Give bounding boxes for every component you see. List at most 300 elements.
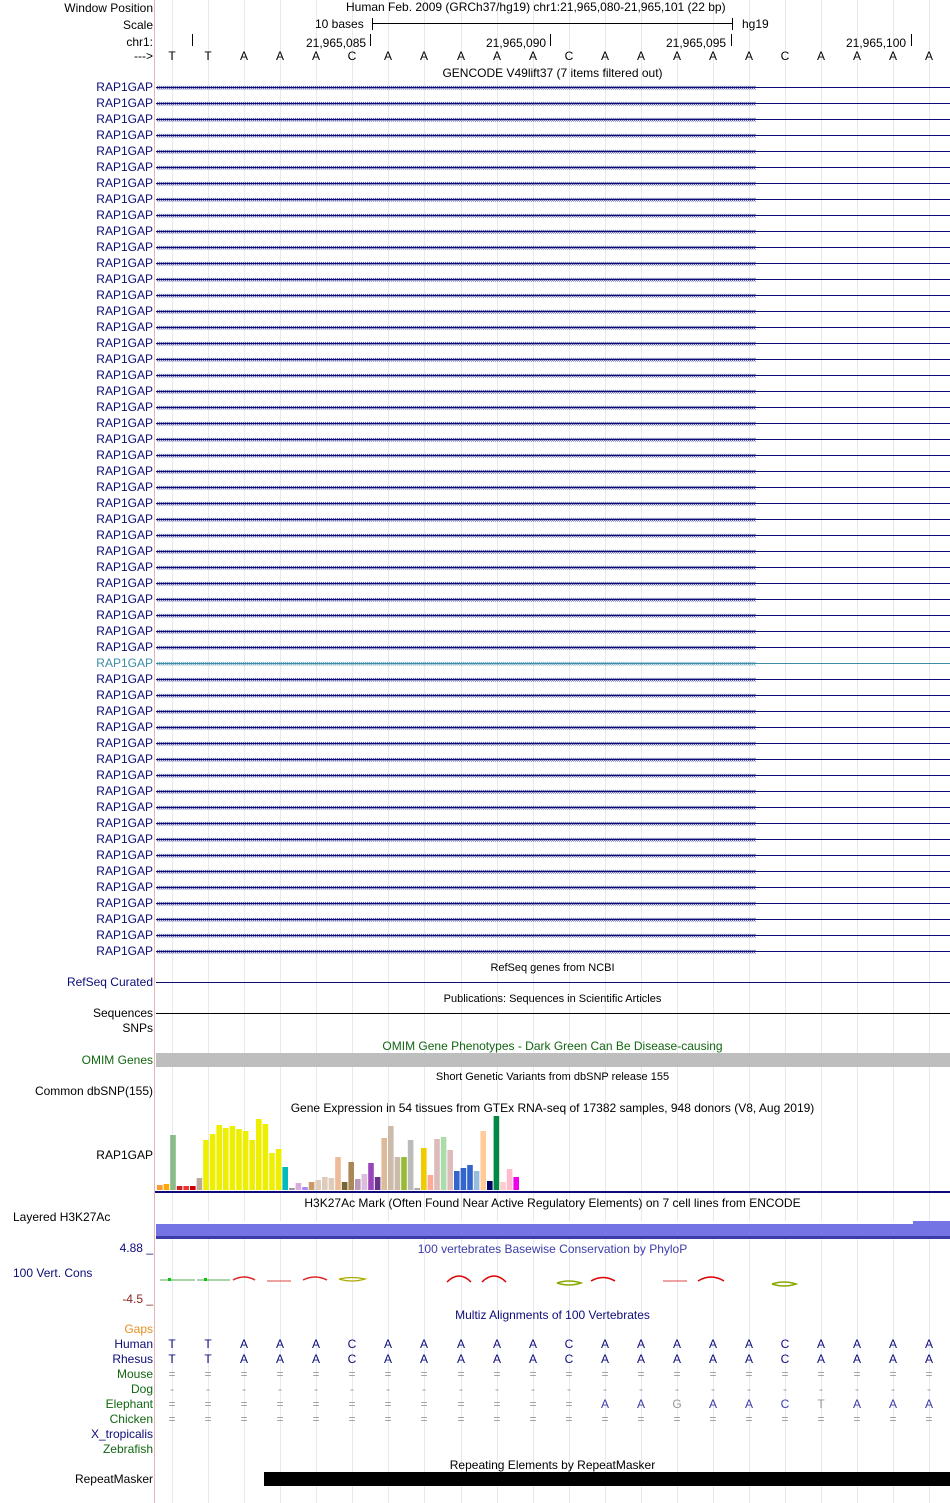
multiz-species-label[interactable]: Mouse xyxy=(116,1367,153,1381)
gencode-transcript-intron[interactable]: ‹‹‹‹‹‹‹‹‹‹‹‹‹‹‹‹‹‹‹‹‹‹‹‹‹‹‹‹‹‹‹‹‹‹‹‹‹‹‹‹‹‹‹‹‹‹‹‹‹‹‹‹‹‹‹‹‹‹‹‹‹‹‹‹‹‹‹‹‹‹‹‹‹‹‹‹‹‹‹‹‹‹‹‹‹‹‹‹‹‹‹‹‹‹‹‹‹‹‹‹‹‹‹‹‹‹‹‹‹‹‹‹‹‹‹‹‹‹‹‹‹‹‹‹‹‹‹‹‹‹‹‹‹‹‹‹‹‹‹‹‹‹‹‹‹‹‹‹‹‹‹‹‹‹‹‹‹‹‹‹‹‹‹‹‹‹‹‹‹‹‹‹‹‹‹‹‹‹‹‹‹‹‹‹‹‹‹‹‹‹‹‹‹‹‹‹‹‹‹‹‹‹‹‹‹‹‹‹‹‹‹‹‹‹‹‹‹‹‹‹‹‹‹‹‹‹‹‹‹‹‹‹‹‹‹‹‹‹‹‹‹‹‹‹‹‹‹‹‹‹‹‹‹‹‹‹‹‹‹‹‹‹‹‹‹‹‹‹‹‹‹‹‹‹‹‹‹‹‹‹‹‹‹‹‹‹‹‹‹‹‹‹‹‹‹‹‹‹‹‹ xyxy=(156,900,950,907)
gtex-tissue-bar[interactable] xyxy=(454,1171,460,1190)
multiz-aligned-base: = xyxy=(276,1397,284,1411)
multiz-aligned-base: A xyxy=(275,1337,284,1351)
gencode-transcript-label[interactable]: RAP1GAP xyxy=(96,544,153,558)
gencode-transcript-intron[interactable]: ‹‹‹‹‹‹‹‹‹‹‹‹‹‹‹‹‹‹‹‹‹‹‹‹‹‹‹‹‹‹‹‹‹‹‹‹‹‹‹‹‹‹‹‹‹‹‹‹‹‹‹‹‹‹‹‹‹‹‹‹‹‹‹‹‹‹‹‹‹‹‹‹‹‹‹‹‹‹‹‹‹‹‹‹‹‹‹‹‹‹‹‹‹‹‹‹‹‹‹‹‹‹‹‹‹‹‹‹‹‹‹‹‹‹‹‹‹‹‹‹‹‹‹‹‹‹‹‹‹‹‹‹‹‹‹‹‹‹‹‹‹‹‹‹‹‹‹‹‹‹‹‹‹‹‹‹‹‹‹‹‹‹‹‹‹‹‹‹‹‹‹‹‹‹‹‹‹‹‹‹‹‹‹‹‹‹‹‹‹‹‹‹‹‹‹‹‹‹‹‹‹‹‹‹‹‹‹‹‹‹‹‹‹‹‹‹‹‹‹‹‹‹‹‹‹‹‹‹‹‹‹‹‹‹‹‹‹‹‹‹‹‹‹‹‹‹‹‹‹‹‹‹‹‹‹‹‹‹‹‹‹‹‹‹‹‹‹‹‹‹‹‹‹‹‹‹‹‹‹‹‹‹‹‹‹‹‹‹‹‹‹‹‹‹‹‹‹‹‹‹ xyxy=(156,724,950,731)
gencode-transcript-label[interactable]: RAP1GAP xyxy=(96,320,153,334)
gtex-tissue-bar[interactable] xyxy=(302,1187,308,1190)
gtex-tissue-bar[interactable] xyxy=(375,1177,381,1190)
gencode-transcript-label[interactable]: RAP1GAP xyxy=(96,112,153,126)
gencode-transcript-label[interactable]: RAP1GAP xyxy=(96,880,153,894)
multiz-aligned-base: A xyxy=(492,1337,501,1351)
pubs-track-label-line1[interactable]: Sequences xyxy=(92,1006,153,1020)
gtex-tissue-bar[interactable] xyxy=(362,1174,368,1190)
multiz-aligned-base: = xyxy=(817,1367,825,1381)
pubs-sequence-line[interactable] xyxy=(156,1013,950,1014)
gencode-transcript-label[interactable]: RAP1GAP xyxy=(96,272,153,286)
multiz-aligned-base: = xyxy=(781,1412,789,1426)
gencode-transcript-intron[interactable]: ‹‹‹‹‹‹‹‹‹‹‹‹‹‹‹‹‹‹‹‹‹‹‹‹‹‹‹‹‹‹‹‹‹‹‹‹‹‹‹‹‹‹‹‹‹‹‹‹‹‹‹‹‹‹‹‹‹‹‹‹‹‹‹‹‹‹‹‹‹‹‹‹‹‹‹‹‹‹‹‹‹‹‹‹‹‹‹‹‹‹‹‹‹‹‹‹‹‹‹‹‹‹‹‹‹‹‹‹‹‹‹‹‹‹‹‹‹‹‹‹‹‹‹‹‹‹‹‹‹‹‹‹‹‹‹‹‹‹‹‹‹‹‹‹‹‹‹‹‹‹‹‹‹‹‹‹‹‹‹‹‹‹‹‹‹‹‹‹‹‹‹‹‹‹‹‹‹‹‹‹‹‹‹‹‹‹‹‹‹‹‹‹‹‹‹‹‹‹‹‹‹‹‹‹‹‹‹‹‹‹‹‹‹‹‹‹‹‹‹‹‹‹‹‹‹‹‹‹‹‹‹‹‹‹‹‹‹‹‹‹‹‹‹‹‹‹‹‹‹‹‹‹‹‹‹‹‹‹‹‹‹‹‹‹‹‹‹‹‹‹‹‹‹‹‹‹‹‹‹‹‹‹‹‹‹‹‹‹‹‹‹‹‹‹‹‹‹‹‹‹ xyxy=(156,948,950,955)
gencode-transcript-label[interactable]: RAP1GAP xyxy=(96,768,153,782)
gtex-tissue-bar[interactable] xyxy=(256,1119,262,1190)
gtex-tissue-bar[interactable] xyxy=(335,1157,341,1190)
gencode-transcript-label[interactable]: RAP1GAP xyxy=(96,448,153,462)
multiz-aligned-base: - xyxy=(783,1382,787,1396)
multiz-aligned-base: A xyxy=(744,1337,753,1351)
multiz-aligned-base: = xyxy=(312,1397,320,1411)
multiz-aligned-base: = xyxy=(168,1412,176,1426)
gencode-transcript-label[interactable]: RAP1GAP xyxy=(96,128,153,142)
gencode-transcript-label[interactable]: RAP1GAP xyxy=(96,608,153,622)
gtex-tissue-bar[interactable] xyxy=(315,1180,321,1190)
gencode-transcript-label[interactable]: RAP1GAP xyxy=(96,96,153,110)
gtex-tissue-bar[interactable] xyxy=(296,1183,302,1190)
gencode-transcript-intron[interactable]: ‹‹‹‹‹‹‹‹‹‹‹‹‹‹‹‹‹‹‹‹‹‹‹‹‹‹‹‹‹‹‹‹‹‹‹‹‹‹‹‹‹‹‹‹‹‹‹‹‹‹‹‹‹‹‹‹‹‹‹‹‹‹‹‹‹‹‹‹‹‹‹‹‹‹‹‹‹‹‹‹‹‹‹‹‹‹‹‹‹‹‹‹‹‹‹‹‹‹‹‹‹‹‹‹‹‹‹‹‹‹‹‹‹‹‹‹‹‹‹‹‹‹‹‹‹‹‹‹‹‹‹‹‹‹‹‹‹‹‹‹‹‹‹‹‹‹‹‹‹‹‹‹‹‹‹‹‹‹‹‹‹‹‹‹‹‹‹‹‹‹‹‹‹‹‹‹‹‹‹‹‹‹‹‹‹‹‹‹‹‹‹‹‹‹‹‹‹‹‹‹‹‹‹‹‹‹‹‹‹‹‹‹‹‹‹‹‹‹‹‹‹‹‹‹‹‹‹‹‹‹‹‹‹‹‹‹‹‹‹‹‹‹‹‹‹‹‹‹‹‹‹‹‹‹‹‹‹‹‹‹‹‹‹‹‹‹‹‹‹‹‹‹‹‹‹‹‹‹‹‹‹‹‹‹‹‹‹‹‹‹‹‹‹‹‹‹‹‹‹‹ xyxy=(156,372,950,379)
multiz-aligned-base: A xyxy=(924,1337,933,1351)
gencode-transcript-intron[interactable]: ‹‹‹‹‹‹‹‹‹‹‹‹‹‹‹‹‹‹‹‹‹‹‹‹‹‹‹‹‹‹‹‹‹‹‹‹‹‹‹‹‹‹‹‹‹‹‹‹‹‹‹‹‹‹‹‹‹‹‹‹‹‹‹‹‹‹‹‹‹‹‹‹‹‹‹‹‹‹‹‹‹‹‹‹‹‹‹‹‹‹‹‹‹‹‹‹‹‹‹‹‹‹‹‹‹‹‹‹‹‹‹‹‹‹‹‹‹‹‹‹‹‹‹‹‹‹‹‹‹‹‹‹‹‹‹‹‹‹‹‹‹‹‹‹‹‹‹‹‹‹‹‹‹‹‹‹‹‹‹‹‹‹‹‹‹‹‹‹‹‹‹‹‹‹‹‹‹‹‹‹‹‹‹‹‹‹‹‹‹‹‹‹‹‹‹‹‹‹‹‹‹‹‹‹‹‹‹‹‹‹‹‹‹‹‹‹‹‹‹‹‹‹‹‹‹‹‹‹‹‹‹‹‹‹‹‹‹‹‹‹‹‹‹‹‹‹‹‹‹‹‹‹‹‹‹‹‹‹‹‹‹‹‹‹‹‹‹‹‹‹‹‹‹‹‹‹‹‹‹‹‹‹‹‹‹‹‹‹‹‹‹‹‹‹‹‹‹‹‹‹ xyxy=(156,532,950,539)
multiz-aligned-base: - xyxy=(567,1382,571,1396)
refseq-gene-line[interactable] xyxy=(156,982,950,983)
gtex-tissue-bar[interactable] xyxy=(157,1185,163,1190)
gencode-transcript-label[interactable]: RAP1GAP xyxy=(96,464,153,478)
gencode-transcript-intron[interactable]: ‹‹‹‹‹‹‹‹‹‹‹‹‹‹‹‹‹‹‹‹‹‹‹‹‹‹‹‹‹‹‹‹‹‹‹‹‹‹‹‹‹‹‹‹‹‹‹‹‹‹‹‹‹‹‹‹‹‹‹‹‹‹‹‹‹‹‹‹‹‹‹‹‹‹‹‹‹‹‹‹‹‹‹‹‹‹‹‹‹‹‹‹‹‹‹‹‹‹‹‹‹‹‹‹‹‹‹‹‹‹‹‹‹‹‹‹‹‹‹‹‹‹‹‹‹‹‹‹‹‹‹‹‹‹‹‹‹‹‹‹‹‹‹‹‹‹‹‹‹‹‹‹‹‹‹‹‹‹‹‹‹‹‹‹‹‹‹‹‹‹‹‹‹‹‹‹‹‹‹‹‹‹‹‹‹‹‹‹‹‹‹‹‹‹‹‹‹‹‹‹‹‹‹‹‹‹‹‹‹‹‹‹‹‹‹‹‹‹‹‹‹‹‹‹‹‹‹‹‹‹‹‹‹‹‹‹‹‹‹‹‹‹‹‹‹‹‹‹‹‹‹‹‹‹‹‹‹‹‹‹‹‹‹‹‹‹‹‹‹‹‹‹‹‹‹‹‹‹‹‹‹‹‹‹‹‹‹‹‹‹‹‹‹‹‹‹‹‹‹‹ xyxy=(156,788,950,795)
gencode-transcript-intron[interactable]: ‹‹‹‹‹‹‹‹‹‹‹‹‹‹‹‹‹‹‹‹‹‹‹‹‹‹‹‹‹‹‹‹‹‹‹‹‹‹‹‹‹‹‹‹‹‹‹‹‹‹‹‹‹‹‹‹‹‹‹‹‹‹‹‹‹‹‹‹‹‹‹‹‹‹‹‹‹‹‹‹‹‹‹‹‹‹‹‹‹‹‹‹‹‹‹‹‹‹‹‹‹‹‹‹‹‹‹‹‹‹‹‹‹‹‹‹‹‹‹‹‹‹‹‹‹‹‹‹‹‹‹‹‹‹‹‹‹‹‹‹‹‹‹‹‹‹‹‹‹‹‹‹‹‹‹‹‹‹‹‹‹‹‹‹‹‹‹‹‹‹‹‹‹‹‹‹‹‹‹‹‹‹‹‹‹‹‹‹‹‹‹‹‹‹‹‹‹‹‹‹‹‹‹‹‹‹‹‹‹‹‹‹‹‹‹‹‹‹‹‹‹‹‹‹‹‹‹‹‹‹‹‹‹‹‹‹‹‹‹‹‹‹‹‹‹‹‹‹‹‹‹‹‹‹‹‹‹‹‹‹‹‹‹‹‹‹‹‹‹‹‹‹‹‹‹‹‹‹‹‹‹‹‹‹‹‹‹‹‹‹‹‹‹‹‹‹‹‹‹‹ xyxy=(156,740,950,747)
multiz-aligned-base: A xyxy=(311,1352,320,1366)
gencode-transcript-intron[interactable]: ‹‹‹‹‹‹‹‹‹‹‹‹‹‹‹‹‹‹‹‹‹‹‹‹‹‹‹‹‹‹‹‹‹‹‹‹‹‹‹‹‹‹‹‹‹‹‹‹‹‹‹‹‹‹‹‹‹‹‹‹‹‹‹‹‹‹‹‹‹‹‹‹‹‹‹‹‹‹‹‹‹‹‹‹‹‹‹‹‹‹‹‹‹‹‹‹‹‹‹‹‹‹‹‹‹‹‹‹‹‹‹‹‹‹‹‹‹‹‹‹‹‹‹‹‹‹‹‹‹‹‹‹‹‹‹‹‹‹‹‹‹‹‹‹‹‹‹‹‹‹‹‹‹‹‹‹‹‹‹‹‹‹‹‹‹‹‹‹‹‹‹‹‹‹‹‹‹‹‹‹‹‹‹‹‹‹‹‹‹‹‹‹‹‹‹‹‹‹‹‹‹‹‹‹‹‹‹‹‹‹‹‹‹‹‹‹‹‹‹‹‹‹‹‹‹‹‹‹‹‹‹‹‹‹‹‹‹‹‹‹‹‹‹‹‹‹‹‹‹‹‹‹‹‹‹‹‹‹‹‹‹‹‹‹‹‹‹‹‹‹‹‹‹‹‹‹‹‹‹‹‹‹‹‹‹‹‹‹‹‹‹‹‹‹‹‹‹‹‹‹ xyxy=(156,548,950,555)
repeat-element-bar[interactable] xyxy=(264,1472,950,1486)
multiz-aligned-base: A xyxy=(708,1397,717,1411)
multiz-aligned-base: = xyxy=(168,1397,176,1411)
gtex-tissue-bar[interactable] xyxy=(395,1157,401,1190)
base-letter: T xyxy=(204,49,212,63)
multiz-aligned-base: - xyxy=(350,1382,354,1396)
multiz-aligned-base: - xyxy=(747,1382,751,1396)
gencode-transcript-label[interactable]: RAP1GAP xyxy=(96,512,153,526)
multiz-aligned-base: = xyxy=(348,1367,356,1381)
multiz-aligned-base: = xyxy=(384,1367,392,1381)
gencode-transcript-label[interactable]: RAP1GAP xyxy=(96,256,153,270)
gtex-bar-chart[interactable] xyxy=(155,1114,950,1194)
gencode-transcript-label[interactable]: RAP1GAP xyxy=(96,560,153,574)
gencode-transcript-label[interactable]: RAP1GAP xyxy=(96,704,153,718)
gencode-transcript-label[interactable]: RAP1GAP xyxy=(96,288,153,302)
repeatmasker-track-label[interactable]: RepeatMasker xyxy=(74,1472,153,1486)
gtex-tissue-bar[interactable] xyxy=(263,1124,269,1190)
gencode-transcript-intron[interactable]: ‹‹‹‹‹‹‹‹‹‹‹‹‹‹‹‹‹‹‹‹‹‹‹‹‹‹‹‹‹‹‹‹‹‹‹‹‹‹‹‹‹‹‹‹‹‹‹‹‹‹‹‹‹‹‹‹‹‹‹‹‹‹‹‹‹‹‹‹‹‹‹‹‹‹‹‹‹‹‹‹‹‹‹‹‹‹‹‹‹‹‹‹‹‹‹‹‹‹‹‹‹‹‹‹‹‹‹‹‹‹‹‹‹‹‹‹‹‹‹‹‹‹‹‹‹‹‹‹‹‹‹‹‹‹‹‹‹‹‹‹‹‹‹‹‹‹‹‹‹‹‹‹‹‹‹‹‹‹‹‹‹‹‹‹‹‹‹‹‹‹‹‹‹‹‹‹‹‹‹‹‹‹‹‹‹‹‹‹‹‹‹‹‹‹‹‹‹‹‹‹‹‹‹‹‹‹‹‹‹‹‹‹‹‹‹‹‹‹‹‹‹‹‹‹‹‹‹‹‹‹‹‹‹‹‹‹‹‹‹‹‹‹‹‹‹‹‹‹‹‹‹‹‹‹‹‹‹‹‹‹‹‹‹‹‹‹‹‹‹‹‹‹‹‹‹‹‹‹‹‹‹‹‹‹‹‹‹‹‹‹‹‹‹‹‹‹‹‹‹‹ xyxy=(156,772,950,779)
multiz-aligned-base: - xyxy=(386,1382,390,1396)
base-letter: A xyxy=(311,49,320,63)
gencode-transcript-intron[interactable]: ‹‹‹‹‹‹‹‹‹‹‹‹‹‹‹‹‹‹‹‹‹‹‹‹‹‹‹‹‹‹‹‹‹‹‹‹‹‹‹‹‹‹‹‹‹‹‹‹‹‹‹‹‹‹‹‹‹‹‹‹‹‹‹‹‹‹‹‹‹‹‹‹‹‹‹‹‹‹‹‹‹‹‹‹‹‹‹‹‹‹‹‹‹‹‹‹‹‹‹‹‹‹‹‹‹‹‹‹‹‹‹‹‹‹‹‹‹‹‹‹‹‹‹‹‹‹‹‹‹‹‹‹‹‹‹‹‹‹‹‹‹‹‹‹‹‹‹‹‹‹‹‹‹‹‹‹‹‹‹‹‹‹‹‹‹‹‹‹‹‹‹‹‹‹‹‹‹‹‹‹‹‹‹‹‹‹‹‹‹‹‹‹‹‹‹‹‹‹‹‹‹‹‹‹‹‹‹‹‹‹‹‹‹‹‹‹‹‹‹‹‹‹‹‹‹‹‹‹‹‹‹‹‹‹‹‹‹‹‹‹‹‹‹‹‹‹‹‹‹‹‹‹‹‹‹‹‹‹‹‹‹‹‹‹‹‹‹‹‹‹‹‹‹‹‹‹‹‹‹‹‹‹‹‹‹‹‹‹‹‹‹‹‹‹‹‹‹‹‹‹ xyxy=(156,308,950,315)
gencode-transcript-intron[interactable]: ‹‹‹‹‹‹‹‹‹‹‹‹‹‹‹‹‹‹‹‹‹‹‹‹‹‹‹‹‹‹‹‹‹‹‹‹‹‹‹‹‹‹‹‹‹‹‹‹‹‹‹‹‹‹‹‹‹‹‹‹‹‹‹‹‹‹‹‹‹‹‹‹‹‹‹‹‹‹‹‹‹‹‹‹‹‹‹‹‹‹‹‹‹‹‹‹‹‹‹‹‹‹‹‹‹‹‹‹‹‹‹‹‹‹‹‹‹‹‹‹‹‹‹‹‹‹‹‹‹‹‹‹‹‹‹‹‹‹‹‹‹‹‹‹‹‹‹‹‹‹‹‹‹‹‹‹‹‹‹‹‹‹‹‹‹‹‹‹‹‹‹‹‹‹‹‹‹‹‹‹‹‹‹‹‹‹‹‹‹‹‹‹‹‹‹‹‹‹‹‹‹‹‹‹‹‹‹‹‹‹‹‹‹‹‹‹‹‹‹‹‹‹‹‹‹‹‹‹‹‹‹‹‹‹‹‹‹‹‹‹‹‹‹‹‹‹‹‹‹‹‹‹‹‹‹‹‹‹‹‹‹‹‹‹‹‹‹‹‹‹‹‹‹‹‹‹‹‹‹‹‹‹‹‹‹‹‹‹‹‹‹‹‹‹‹‹‹‹‹‹ xyxy=(156,132,950,139)
multiz-aligned-base: A xyxy=(636,1337,645,1351)
multiz-aligned-base: - xyxy=(675,1382,679,1396)
gtex-tissue-bar[interactable] xyxy=(434,1139,440,1190)
gencode-transcript-intron[interactable]: ‹‹‹‹‹‹‹‹‹‹‹‹‹‹‹‹‹‹‹‹‹‹‹‹‹‹‹‹‹‹‹‹‹‹‹‹‹‹‹‹‹‹‹‹‹‹‹‹‹‹‹‹‹‹‹‹‹‹‹‹‹‹‹‹‹‹‹‹‹‹‹‹‹‹‹‹‹‹‹‹‹‹‹‹‹‹‹‹‹‹‹‹‹‹‹‹‹‹‹‹‹‹‹‹‹‹‹‹‹‹‹‹‹‹‹‹‹‹‹‹‹‹‹‹‹‹‹‹‹‹‹‹‹‹‹‹‹‹‹‹‹‹‹‹‹‹‹‹‹‹‹‹‹‹‹‹‹‹‹‹‹‹‹‹‹‹‹‹‹‹‹‹‹‹‹‹‹‹‹‹‹‹‹‹‹‹‹‹‹‹‹‹‹‹‹‹‹‹‹‹‹‹‹‹‹‹‹‹‹‹‹‹‹‹‹‹‹‹‹‹‹‹‹‹‹‹‹‹‹‹‹‹‹‹‹‹‹‹‹‹‹‹‹‹‹‹‹‹‹‹‹‹‹‹‹‹‹‹‹‹‹‹‹‹‹‹‹‹‹‹‹‹‹‹‹‹‹‹‹‹‹‹‹‹‹‹‹‹‹‹‹‹‹‹‹‹‹‹‹‹ xyxy=(156,596,950,603)
multiz-aligned-base: = xyxy=(312,1412,320,1426)
gtex-tissue-bar[interactable] xyxy=(190,1186,196,1190)
multiz-aligned-base: T xyxy=(817,1397,825,1411)
base-letter: A xyxy=(708,49,717,63)
multiz-aligned-base: = xyxy=(925,1412,933,1426)
gencode-transcript-intron[interactable]: ‹‹‹‹‹‹‹‹‹‹‹‹‹‹‹‹‹‹‹‹‹‹‹‹‹‹‹‹‹‹‹‹‹‹‹‹‹‹‹‹‹‹‹‹‹‹‹‹‹‹‹‹‹‹‹‹‹‹‹‹‹‹‹‹‹‹‹‹‹‹‹‹‹‹‹‹‹‹‹‹‹‹‹‹‹‹‹‹‹‹‹‹‹‹‹‹‹‹‹‹‹‹‹‹‹‹‹‹‹‹‹‹‹‹‹‹‹‹‹‹‹‹‹‹‹‹‹‹‹‹‹‹‹‹‹‹‹‹‹‹‹‹‹‹‹‹‹‹‹‹‹‹‹‹‹‹‹‹‹‹‹‹‹‹‹‹‹‹‹‹‹‹‹‹‹‹‹‹‹‹‹‹‹‹‹‹‹‹‹‹‹‹‹‹‹‹‹‹‹‹‹‹‹‹‹‹‹‹‹‹‹‹‹‹‹‹‹‹‹‹‹‹‹‹‹‹‹‹‹‹‹‹‹‹‹‹‹‹‹‹‹‹‹‹‹‹‹‹‹‹‹‹‹‹‹‹‹‹‹‹‹‹‹‹‹‹‹‹‹‹‹‹‹‹‹‹‹‹‹‹‹‹‹‹‹‹‹‹‹‹‹‹‹‹‹‹‹‹‹‹ xyxy=(156,580,950,587)
ruler-tick xyxy=(370,34,371,46)
gencode-transcript-intron[interactable]: ‹‹‹‹‹‹‹‹‹‹‹‹‹‹‹‹‹‹‹‹‹‹‹‹‹‹‹‹‹‹‹‹‹‹‹‹‹‹‹‹‹‹‹‹‹‹‹‹‹‹‹‹‹‹‹‹‹‹‹‹‹‹‹‹‹‹‹‹‹‹‹‹‹‹‹‹‹‹‹‹‹‹‹‹‹‹‹‹‹‹‹‹‹‹‹‹‹‹‹‹‹‹‹‹‹‹‹‹‹‹‹‹‹‹‹‹‹‹‹‹‹‹‹‹‹‹‹‹‹‹‹‹‹‹‹‹‹‹‹‹‹‹‹‹‹‹‹‹‹‹‹‹‹‹‹‹‹‹‹‹‹‹‹‹‹‹‹‹‹‹‹‹‹‹‹‹‹‹‹‹‹‹‹‹‹‹‹‹‹‹‹‹‹‹‹‹‹‹‹‹‹‹‹‹‹‹‹‹‹‹‹‹‹‹‹‹‹‹‹‹‹‹‹‹‹‹‹‹‹‹‹‹‹‹‹‹‹‹‹‹‹‹‹‹‹‹‹‹‹‹‹‹‹‹‹‹‹‹‹‹‹‹‹‹‹‹‹‹‹‹‹‹‹‹‹‹‹‹‹‹‹‹‹‹‹‹‹‹‹‹‹‹‹‹‹‹‹‹‹‹ xyxy=(156,260,950,267)
gtex-tissue-bar[interactable] xyxy=(461,1168,467,1190)
multiz-aligned-base: C xyxy=(564,1337,574,1351)
assembly-title: Human Feb. 2009 (GRCh37/hg19) chr1:21,965,080-21,965,101 (22 bp) xyxy=(346,0,726,14)
multiz-aligned-base: C xyxy=(347,1352,357,1366)
base-letter: A xyxy=(239,49,248,63)
multiz-aligned-base: = xyxy=(240,1367,248,1381)
multiz-aligned-base: A xyxy=(852,1397,861,1411)
multiz-aligned-base: = xyxy=(817,1412,825,1426)
multiz-aligned-base: C xyxy=(780,1337,790,1351)
gencode-transcript-label[interactable]: RAP1GAP xyxy=(96,176,153,190)
gtex-tissue-bar[interactable] xyxy=(223,1128,229,1190)
gencode-transcript-label[interactable]: RAP1GAP xyxy=(96,400,153,414)
gtex-tissue-bar[interactable] xyxy=(348,1162,354,1190)
gencode-transcript-intron[interactable]: ‹‹‹‹‹‹‹‹‹‹‹‹‹‹‹‹‹‹‹‹‹‹‹‹‹‹‹‹‹‹‹‹‹‹‹‹‹‹‹‹‹‹‹‹‹‹‹‹‹‹‹‹‹‹‹‹‹‹‹‹‹‹‹‹‹‹‹‹‹‹‹‹‹‹‹‹‹‹‹‹‹‹‹‹‹‹‹‹‹‹‹‹‹‹‹‹‹‹‹‹‹‹‹‹‹‹‹‹‹‹‹‹‹‹‹‹‹‹‹‹‹‹‹‹‹‹‹‹‹‹‹‹‹‹‹‹‹‹‹‹‹‹‹‹‹‹‹‹‹‹‹‹‹‹‹‹‹‹‹‹‹‹‹‹‹‹‹‹‹‹‹‹‹‹‹‹‹‹‹‹‹‹‹‹‹‹‹‹‹‹‹‹‹‹‹‹‹‹‹‹‹‹‹‹‹‹‹‹‹‹‹‹‹‹‹‹‹‹‹‹‹‹‹‹‹‹‹‹‹‹‹‹‹‹‹‹‹‹‹‹‹‹‹‹‹‹‹‹‹‹‹‹‹‹‹‹‹‹‹‹‹‹‹‹‹‹‹‹‹‹‹‹‹‹‹‹‹‹‹‹‹‹‹‹‹‹‹‹‹‹‹‹‹‹‹‹‹‹‹‹ xyxy=(156,116,950,123)
gencode-transcript-label[interactable]: RAP1GAP xyxy=(96,592,153,606)
phylop-track-title[interactable]: 100 vertebrates Basewise Conservation by PhyloP xyxy=(417,1242,688,1256)
base-letter: A xyxy=(924,49,933,63)
gencode-transcript-label[interactable]: RAP1GAP xyxy=(96,720,153,734)
base-letter: C xyxy=(347,49,357,63)
gtex-tissue-bar[interactable] xyxy=(210,1134,216,1190)
multiz-aligned-base: A xyxy=(636,1397,645,1411)
multiz-aligned-base: - xyxy=(639,1382,643,1396)
gencode-transcript-intron[interactable]: ‹‹‹‹‹‹‹‹‹‹‹‹‹‹‹‹‹‹‹‹‹‹‹‹‹‹‹‹‹‹‹‹‹‹‹‹‹‹‹‹‹‹‹‹‹‹‹‹‹‹‹‹‹‹‹‹‹‹‹‹‹‹‹‹‹‹‹‹‹‹‹‹‹‹‹‹‹‹‹‹‹‹‹‹‹‹‹‹‹‹‹‹‹‹‹‹‹‹‹‹‹‹‹‹‹‹‹‹‹‹‹‹‹‹‹‹‹‹‹‹‹‹‹‹‹‹‹‹‹‹‹‹‹‹‹‹‹‹‹‹‹‹‹‹‹‹‹‹‹‹‹‹‹‹‹‹‹‹‹‹‹‹‹‹‹‹‹‹‹‹‹‹‹‹‹‹‹‹‹‹‹‹‹‹‹‹‹‹‹‹‹‹‹‹‹‹‹‹‹‹‹‹‹‹‹‹‹‹‹‹‹‹‹‹‹‹‹‹‹‹‹‹‹‹‹‹‹‹‹‹‹‹‹‹‹‹‹‹‹‹‹‹‹‹‹‹‹‹‹‹‹‹‹‹‹‹‹‹‹‹‹‹‹‹‹‹‹‹‹‹‹‹‹‹‹‹‹‹‹‹‹‹‹‹‹‹‹‹‹‹‹‹‹‹‹‹‹‹‹‹ xyxy=(156,212,950,219)
gencode-transcript-intron[interactable]: ‹‹‹‹‹‹‹‹‹‹‹‹‹‹‹‹‹‹‹‹‹‹‹‹‹‹‹‹‹‹‹‹‹‹‹‹‹‹‹‹‹‹‹‹‹‹‹‹‹‹‹‹‹‹‹‹‹‹‹‹‹‹‹‹‹‹‹‹‹‹‹‹‹‹‹‹‹‹‹‹‹‹‹‹‹‹‹‹‹‹‹‹‹‹‹‹‹‹‹‹‹‹‹‹‹‹‹‹‹‹‹‹‹‹‹‹‹‹‹‹‹‹‹‹‹‹‹‹‹‹‹‹‹‹‹‹‹‹‹‹‹‹‹‹‹‹‹‹‹‹‹‹‹‹‹‹‹‹‹‹‹‹‹‹‹‹‹‹‹‹‹‹‹‹‹‹‹‹‹‹‹‹‹‹‹‹‹‹‹‹‹‹‹‹‹‹‹‹‹‹‹‹‹‹‹‹‹‹‹‹‹‹‹‹‹‹‹‹‹‹‹‹‹‹‹‹‹‹‹‹‹‹‹‹‹‹‹‹‹‹‹‹‹‹‹‹‹‹‹‹‹‹‹‹‹‹‹‹‹‹‹‹‹‹‹‹‹‹‹‹‹‹‹‹‹‹‹‹‹‹‹‹‹‹‹‹‹‹‹‹‹‹‹‹‹‹‹‹‹‹ xyxy=(156,756,950,763)
multiz-aligned-base: = xyxy=(601,1367,609,1381)
multiz-aligned-base: = xyxy=(637,1412,645,1426)
gencode-transcript-label[interactable]: RAP1GAP xyxy=(96,896,153,910)
gtex-tissue-bar[interactable] xyxy=(164,1184,170,1190)
gencode-transcript-intron[interactable]: ‹‹‹‹‹‹‹‹‹‹‹‹‹‹‹‹‹‹‹‹‹‹‹‹‹‹‹‹‹‹‹‹‹‹‹‹‹‹‹‹‹‹‹‹‹‹‹‹‹‹‹‹‹‹‹‹‹‹‹‹‹‹‹‹‹‹‹‹‹‹‹‹‹‹‹‹‹‹‹‹‹‹‹‹‹‹‹‹‹‹‹‹‹‹‹‹‹‹‹‹‹‹‹‹‹‹‹‹‹‹‹‹‹‹‹‹‹‹‹‹‹‹‹‹‹‹‹‹‹‹‹‹‹‹‹‹‹‹‹‹‹‹‹‹‹‹‹‹‹‹‹‹‹‹‹‹‹‹‹‹‹‹‹‹‹‹‹‹‹‹‹‹‹‹‹‹‹‹‹‹‹‹‹‹‹‹‹‹‹‹‹‹‹‹‹‹‹‹‹‹‹‹‹‹‹‹‹‹‹‹‹‹‹‹‹‹‹‹‹‹‹‹‹‹‹‹‹‹‹‹‹‹‹‹‹‹‹‹‹‹‹‹‹‹‹‹‹‹‹‹‹‹‹‹‹‹‹‹‹‹‹‹‹‹‹‹‹‹‹‹‹‹‹‹‹‹‹‹‹‹‹‹‹‹‹‹‹‹‹‹‹‹‹‹‹‹‹‹‹‹ xyxy=(156,228,950,235)
gtex-tissue-bar[interactable] xyxy=(230,1126,236,1190)
multiz-aligned-base: = xyxy=(673,1367,681,1381)
gtex-tissue-bar[interactable] xyxy=(401,1157,407,1190)
refseq-track-title[interactable]: RefSeq genes from NCBI xyxy=(490,962,615,974)
multiz-aligned-base: A xyxy=(924,1352,933,1366)
gencode-transcript-label[interactable]: RAP1GAP xyxy=(96,336,153,350)
omim-gene-bar[interactable] xyxy=(156,1053,950,1067)
gtex-tissue-bar[interactable] xyxy=(355,1179,361,1190)
multiz-aligned-base: = xyxy=(709,1412,717,1426)
gencode-transcript-intron[interactable]: ‹‹‹‹‹‹‹‹‹‹‹‹‹‹‹‹‹‹‹‹‹‹‹‹‹‹‹‹‹‹‹‹‹‹‹‹‹‹‹‹‹‹‹‹‹‹‹‹‹‹‹‹‹‹‹‹‹‹‹‹‹‹‹‹‹‹‹‹‹‹‹‹‹‹‹‹‹‹‹‹‹‹‹‹‹‹‹‹‹‹‹‹‹‹‹‹‹‹‹‹‹‹‹‹‹‹‹‹‹‹‹‹‹‹‹‹‹‹‹‹‹‹‹‹‹‹‹‹‹‹‹‹‹‹‹‹‹‹‹‹‹‹‹‹‹‹‹‹‹‹‹‹‹‹‹‹‹‹‹‹‹‹‹‹‹‹‹‹‹‹‹‹‹‹‹‹‹‹‹‹‹‹‹‹‹‹‹‹‹‹‹‹‹‹‹‹‹‹‹‹‹‹‹‹‹‹‹‹‹‹‹‹‹‹‹‹‹‹‹‹‹‹‹‹‹‹‹‹‹‹‹‹‹‹‹‹‹‹‹‹‹‹‹‹‹‹‹‹‹‹‹‹‹‹‹‹‹‹‹‹‹‹‹‹‹‹‹‹‹‹‹‹‹‹‹‹‹‹‹‹‹‹‹‹‹‹‹‹‹‹‹‹‹‹‹‹‹‹‹‹ xyxy=(156,612,950,619)
multiz-aligned-base: = xyxy=(565,1412,573,1426)
multiz-species-label[interactable]: Chicken xyxy=(109,1412,153,1426)
multiz-aligned-base: - xyxy=(459,1382,463,1396)
gencode-transcript-intron[interactable]: ‹‹‹‹‹‹‹‹‹‹‹‹‹‹‹‹‹‹‹‹‹‹‹‹‹‹‹‹‹‹‹‹‹‹‹‹‹‹‹‹‹‹‹‹‹‹‹‹‹‹‹‹‹‹‹‹‹‹‹‹‹‹‹‹‹‹‹‹‹‹‹‹‹‹‹‹‹‹‹‹‹‹‹‹‹‹‹‹‹‹‹‹‹‹‹‹‹‹‹‹‹‹‹‹‹‹‹‹‹‹‹‹‹‹‹‹‹‹‹‹‹‹‹‹‹‹‹‹‹‹‹‹‹‹‹‹‹‹‹‹‹‹‹‹‹‹‹‹‹‹‹‹‹‹‹‹‹‹‹‹‹‹‹‹‹‹‹‹‹‹‹‹‹‹‹‹‹‹‹‹‹‹‹‹‹‹‹‹‹‹‹‹‹‹‹‹‹‹‹‹‹‹‹‹‹‹‹‹‹‹‹‹‹‹‹‹‹‹‹‹‹‹‹‹‹‹‹‹‹‹‹‹‹‹‹‹‹‹‹‹‹‹‹‹‹‹‹‹‹‹‹‹‹‹‹‹‹‹‹‹‹‹‹‹‹‹‹‹‹‹‹‹‹‹‹‹‹‹‹‹‹‹‹‹‹‹‹‹‹‹‹‹‹‹‹‹‹‹‹‹ xyxy=(156,404,950,411)
multiz-aligned-base: A xyxy=(888,1337,897,1351)
multiz-aligned-base: = xyxy=(745,1412,753,1426)
gtex-tissue-bar[interactable] xyxy=(513,1177,519,1190)
multiz-aligned-base: = xyxy=(276,1367,284,1381)
multiz-aligned-base: A xyxy=(419,1337,428,1351)
h3k27ac-track-title[interactable]: H3K27Ac Mark (Often Found Near Active Regulatory Elements) on 7 cell lines from ENCODE xyxy=(304,1196,801,1210)
gtex-tissue-bar[interactable] xyxy=(322,1177,328,1190)
base-letter: T xyxy=(168,49,176,63)
gencode-transcript-label[interactable]: RAP1GAP xyxy=(96,784,153,798)
gtex-tissue-bar[interactable] xyxy=(500,1182,506,1190)
gtex-tissue-bar[interactable] xyxy=(342,1182,348,1190)
gencode-transcript-label[interactable]: RAP1GAP xyxy=(96,432,153,446)
multiz-aligned-base: = xyxy=(745,1367,753,1381)
window-position-label: Window Position xyxy=(64,1,153,15)
gencode-transcript-label[interactable]: RAP1GAP xyxy=(96,528,153,542)
pubs-track-title[interactable]: Publications: Sequences in Scientific Articles xyxy=(443,993,662,1005)
gencode-transcript-intron[interactable]: ‹‹‹‹‹‹‹‹‹‹‹‹‹‹‹‹‹‹‹‹‹‹‹‹‹‹‹‹‹‹‹‹‹‹‹‹‹‹‹‹‹‹‹‹‹‹‹‹‹‹‹‹‹‹‹‹‹‹‹‹‹‹‹‹‹‹‹‹‹‹‹‹‹‹‹‹‹‹‹‹‹‹‹‹‹‹‹‹‹‹‹‹‹‹‹‹‹‹‹‹‹‹‹‹‹‹‹‹‹‹‹‹‹‹‹‹‹‹‹‹‹‹‹‹‹‹‹‹‹‹‹‹‹‹‹‹‹‹‹‹‹‹‹‹‹‹‹‹‹‹‹‹‹‹‹‹‹‹‹‹‹‹‹‹‹‹‹‹‹‹‹‹‹‹‹‹‹‹‹‹‹‹‹‹‹‹‹‹‹‹‹‹‹‹‹‹‹‹‹‹‹‹‹‹‹‹‹‹‹‹‹‹‹‹‹‹‹‹‹‹‹‹‹‹‹‹‹‹‹‹‹‹‹‹‹‹‹‹‹‹‹‹‹‹‹‹‹‹‹‹‹‹‹‹‹‹‹‹‹‹‹‹‹‹‹‹‹‹‹‹‹‹‹‹‹‹‹‹‹‹‹‹‹‹‹‹‹‹‹‹‹‹‹‹‹‹‹‹‹‹ xyxy=(156,916,950,923)
gencode-transcript-intron[interactable]: ‹‹‹‹‹‹‹‹‹‹‹‹‹‹‹‹‹‹‹‹‹‹‹‹‹‹‹‹‹‹‹‹‹‹‹‹‹‹‹‹‹‹‹‹‹‹‹‹‹‹‹‹‹‹‹‹‹‹‹‹‹‹‹‹‹‹‹‹‹‹‹‹‹‹‹‹‹‹‹‹‹‹‹‹‹‹‹‹‹‹‹‹‹‹‹‹‹‹‹‹‹‹‹‹‹‹‹‹‹‹‹‹‹‹‹‹‹‹‹‹‹‹‹‹‹‹‹‹‹‹‹‹‹‹‹‹‹‹‹‹‹‹‹‹‹‹‹‹‹‹‹‹‹‹‹‹‹‹‹‹‹‹‹‹‹‹‹‹‹‹‹‹‹‹‹‹‹‹‹‹‹‹‹‹‹‹‹‹‹‹‹‹‹‹‹‹‹‹‹‹‹‹‹‹‹‹‹‹‹‹‹‹‹‹‹‹‹‹‹‹‹‹‹‹‹‹‹‹‹‹‹‹‹‹‹‹‹‹‹‹‹‹‹‹‹‹‹‹‹‹‹‹‹‹‹‹‹‹‹‹‹‹‹‹‹‹‹‹‹‹‹‹‹‹‹‹‹‹‹‹‹‹‹‹‹‹‹‹‹‹‹‹‹‹‹‹‹‹‹‹ xyxy=(156,516,950,523)
gtex-tissue-bar[interactable] xyxy=(282,1167,288,1190)
multiz-aligned-base: C xyxy=(347,1337,357,1351)
base-letter: A xyxy=(816,49,825,63)
gencode-transcript-intron[interactable]: ‹‹‹‹‹‹‹‹‹‹‹‹‹‹‹‹‹‹‹‹‹‹‹‹‹‹‹‹‹‹‹‹‹‹‹‹‹‹‹‹‹‹‹‹‹‹‹‹‹‹‹‹‹‹‹‹‹‹‹‹‹‹‹‹‹‹‹‹‹‹‹‹‹‹‹‹‹‹‹‹‹‹‹‹‹‹‹‹‹‹‹‹‹‹‹‹‹‹‹‹‹‹‹‹‹‹‹‹‹‹‹‹‹‹‹‹‹‹‹‹‹‹‹‹‹‹‹‹‹‹‹‹‹‹‹‹‹‹‹‹‹‹‹‹‹‹‹‹‹‹‹‹‹‹‹‹‹‹‹‹‹‹‹‹‹‹‹‹‹‹‹‹‹‹‹‹‹‹‹‹‹‹‹‹‹‹‹‹‹‹‹‹‹‹‹‹‹‹‹‹‹‹‹‹‹‹‹‹‹‹‹‹‹‹‹‹‹‹‹‹‹‹‹‹‹‹‹‹‹‹‹‹‹‹‹‹‹‹‹‹‹‹‹‹‹‹‹‹‹‹‹‹‹‹‹‹‹‹‹‹‹‹‹‹‹‹‹‹‹‹‹‹‹‹‹‹‹‹‹‹‹‹‹‹‹‹‹‹‹‹‹‹‹‹‹‹‹‹‹‹ xyxy=(156,292,950,299)
gencode-transcript-intron[interactable]: ‹‹‹‹‹‹‹‹‹‹‹‹‹‹‹‹‹‹‹‹‹‹‹‹‹‹‹‹‹‹‹‹‹‹‹‹‹‹‹‹‹‹‹‹‹‹‹‹‹‹‹‹‹‹‹‹‹‹‹‹‹‹‹‹‹‹‹‹‹‹‹‹‹‹‹‹‹‹‹‹‹‹‹‹‹‹‹‹‹‹‹‹‹‹‹‹‹‹‹‹‹‹‹‹‹‹‹‹‹‹‹‹‹‹‹‹‹‹‹‹‹‹‹‹‹‹‹‹‹‹‹‹‹‹‹‹‹‹‹‹‹‹‹‹‹‹‹‹‹‹‹‹‹‹‹‹‹‹‹‹‹‹‹‹‹‹‹‹‹‹‹‹‹‹‹‹‹‹‹‹‹‹‹‹‹‹‹‹‹‹‹‹‹‹‹‹‹‹‹‹‹‹‹‹‹‹‹‹‹‹‹‹‹‹‹‹‹‹‹‹‹‹‹‹‹‹‹‹‹‹‹‹‹‹‹‹‹‹‹‹‹‹‹‹‹‹‹‹‹‹‹‹‹‹‹‹‹‹‹‹‹‹‹‹‹‹‹‹‹‹‹‹‹‹‹‹‹‹‹‹‹‹‹‹‹‹‹‹‹‹‹‹‹‹‹‹‹‹‹‹ xyxy=(156,356,950,363)
base-letter: C xyxy=(780,49,790,63)
multiz-species-label[interactable]: Human xyxy=(114,1337,153,1351)
gtex-tissue-bar[interactable] xyxy=(421,1148,427,1190)
multiz-aligned-base: A xyxy=(528,1352,537,1366)
gtex-track-label[interactable]: RAP1GAP xyxy=(96,1148,153,1162)
gencode-track-title[interactable]: GENCODE V49lift37 (7 items filtered out) xyxy=(442,66,663,80)
gtex-tissue-bar[interactable] xyxy=(197,1178,203,1190)
gencode-transcript-intron[interactable]: ‹‹‹‹‹‹‹‹‹‹‹‹‹‹‹‹‹‹‹‹‹‹‹‹‹‹‹‹‹‹‹‹‹‹‹‹‹‹‹‹‹‹‹‹‹‹‹‹‹‹‹‹‹‹‹‹‹‹‹‹‹‹‹‹‹‹‹‹‹‹‹‹‹‹‹‹‹‹‹‹‹‹‹‹‹‹‹‹‹‹‹‹‹‹‹‹‹‹‹‹‹‹‹‹‹‹‹‹‹‹‹‹‹‹‹‹‹‹‹‹‹‹‹‹‹‹‹‹‹‹‹‹‹‹‹‹‹‹‹‹‹‹‹‹‹‹‹‹‹‹‹‹‹‹‹‹‹‹‹‹‹‹‹‹‹‹‹‹‹‹‹‹‹‹‹‹‹‹‹‹‹‹‹‹‹‹‹‹‹‹‹‹‹‹‹‹‹‹‹‹‹‹‹‹‹‹‹‹‹‹‹‹‹‹‹‹‹‹‹‹‹‹‹‹‹‹‹‹‹‹‹‹‹‹‹‹‹‹‹‹‹‹‹‹‹‹‹‹‹‹‹‹‹‹‹‹‹‹‹‹‹‹‹‹‹‹‹‹‹‹‹‹‹‹‹‹‹‹‹‹‹‹‹‹‹‹‹‹‹‹‹‹‹‹‹‹‹‹‹‹ xyxy=(156,932,950,939)
refseq-track-label[interactable]: RefSeq Curated xyxy=(66,975,153,989)
gtex-tissue-bar[interactable] xyxy=(494,1116,500,1190)
gencode-transcript-label[interactable]: RAP1GAP xyxy=(96,832,153,846)
gtex-tissue-bar[interactable] xyxy=(170,1135,176,1190)
gtex-tissue-bar[interactable] xyxy=(381,1138,387,1190)
gencode-transcript-label[interactable]: RAP1GAP xyxy=(96,640,153,654)
gencode-transcript-label[interactable]: RAP1GAP xyxy=(96,656,153,670)
gtex-tissue-bar[interactable] xyxy=(441,1137,447,1190)
multiz-aligned-base: = xyxy=(348,1412,356,1426)
gencode-transcript-intron[interactable]: ‹‹‹‹‹‹‹‹‹‹‹‹‹‹‹‹‹‹‹‹‹‹‹‹‹‹‹‹‹‹‹‹‹‹‹‹‹‹‹‹‹‹‹‹‹‹‹‹‹‹‹‹‹‹‹‹‹‹‹‹‹‹‹‹‹‹‹‹‹‹‹‹‹‹‹‹‹‹‹‹‹‹‹‹‹‹‹‹‹‹‹‹‹‹‹‹‹‹‹‹‹‹‹‹‹‹‹‹‹‹‹‹‹‹‹‹‹‹‹‹‹‹‹‹‹‹‹‹‹‹‹‹‹‹‹‹‹‹‹‹‹‹‹‹‹‹‹‹‹‹‹‹‹‹‹‹‹‹‹‹‹‹‹‹‹‹‹‹‹‹‹‹‹‹‹‹‹‹‹‹‹‹‹‹‹‹‹‹‹‹‹‹‹‹‹‹‹‹‹‹‹‹‹‹‹‹‹‹‹‹‹‹‹‹‹‹‹‹‹‹‹‹‹‹‹‹‹‹‹‹‹‹‹‹‹‹‹‹‹‹‹‹‹‹‹‹‹‹‹‹‹‹‹‹‹‹‹‹‹‹‹‹‹‹‹‹‹‹‹‹‹‹‹‹‹‹‹‹‹‹‹‹‹‹‹‹‹‹‹‹‹‹‹‹‹‹‹‹‹‹ xyxy=(156,148,950,155)
gencode-transcript-intron[interactable]: ‹‹‹‹‹‹‹‹‹‹‹‹‹‹‹‹‹‹‹‹‹‹‹‹‹‹‹‹‹‹‹‹‹‹‹‹‹‹‹‹‹‹‹‹‹‹‹‹‹‹‹‹‹‹‹‹‹‹‹‹‹‹‹‹‹‹‹‹‹‹‹‹‹‹‹‹‹‹‹‹‹‹‹‹‹‹‹‹‹‹‹‹‹‹‹‹‹‹‹‹‹‹‹‹‹‹‹‹‹‹‹‹‹‹‹‹‹‹‹‹‹‹‹‹‹‹‹‹‹‹‹‹‹‹‹‹‹‹‹‹‹‹‹‹‹‹‹‹‹‹‹‹‹‹‹‹‹‹‹‹‹‹‹‹‹‹‹‹‹‹‹‹‹‹‹‹‹‹‹‹‹‹‹‹‹‹‹‹‹‹‹‹‹‹‹‹‹‹‹‹‹‹‹‹‹‹‹‹‹‹‹‹‹‹‹‹‹‹‹‹‹‹‹‹‹‹‹‹‹‹‹‹‹‹‹‹‹‹‹‹‹‹‹‹‹‹‹‹‹‹‹‹‹‹‹‹‹‹‹‹‹‹‹‹‹‹‹‹‹‹‹‹‹‹‹‹‹‹‹‹‹‹‹‹‹‹‹‹‹‹‹‹‹‹‹‹‹‹‹‹ xyxy=(156,436,950,443)
multiz-aligned-base: - xyxy=(855,1382,859,1396)
gtex-tissue-bar[interactable] xyxy=(467,1165,473,1190)
multiz-aligned-base: - xyxy=(603,1382,607,1396)
multiz-aligned-base: = xyxy=(276,1412,284,1426)
gencode-transcript-intron[interactable]: ‹‹‹‹‹‹‹‹‹‹‹‹‹‹‹‹‹‹‹‹‹‹‹‹‹‹‹‹‹‹‹‹‹‹‹‹‹‹‹‹‹‹‹‹‹‹‹‹‹‹‹‹‹‹‹‹‹‹‹‹‹‹‹‹‹‹‹‹‹‹‹‹‹‹‹‹‹‹‹‹‹‹‹‹‹‹‹‹‹‹‹‹‹‹‹‹‹‹‹‹‹‹‹‹‹‹‹‹‹‹‹‹‹‹‹‹‹‹‹‹‹‹‹‹‹‹‹‹‹‹‹‹‹‹‹‹‹‹‹‹‹‹‹‹‹‹‹‹‹‹‹‹‹‹‹‹‹‹‹‹‹‹‹‹‹‹‹‹‹‹‹‹‹‹‹‹‹‹‹‹‹‹‹‹‹‹‹‹‹‹‹‹‹‹‹‹‹‹‹‹‹‹‹‹‹‹‹‹‹‹‹‹‹‹‹‹‹‹‹‹‹‹‹‹‹‹‹‹‹‹‹‹‹‹‹‹‹‹‹‹‹‹‹‹‹‹‹‹‹‹‹‹‹‹‹‹‹‹‹‹‹‹‹‹‹‹‹‹‹‹‹‹‹‹‹‹‹‹‹‹‹‹‹‹‹‹‹‹‹‹‹‹‹‹‹‹‹‹‹‹ xyxy=(156,180,950,187)
multiz-species-label[interactable]: X_tropicalis xyxy=(90,1427,153,1441)
gtex-tissue-bar[interactable] xyxy=(428,1175,434,1190)
gencode-transcript-label[interactable]: RAP1GAP xyxy=(96,384,153,398)
repeatmasker-track-title[interactable]: Repeating Elements by RepeatMasker xyxy=(449,1458,656,1472)
gtex-tissue-bar[interactable] xyxy=(216,1125,222,1190)
multiz-aligned-base: A xyxy=(239,1352,248,1366)
gencode-transcript-intron[interactable]: ‹‹‹‹‹‹‹‹‹‹‹‹‹‹‹‹‹‹‹‹‹‹‹‹‹‹‹‹‹‹‹‹‹‹‹‹‹‹‹‹‹‹‹‹‹‹‹‹‹‹‹‹‹‹‹‹‹‹‹‹‹‹‹‹‹‹‹‹‹‹‹‹‹‹‹‹‹‹‹‹‹‹‹‹‹‹‹‹‹‹‹‹‹‹‹‹‹‹‹‹‹‹‹‹‹‹‹‹‹‹‹‹‹‹‹‹‹‹‹‹‹‹‹‹‹‹‹‹‹‹‹‹‹‹‹‹‹‹‹‹‹‹‹‹‹‹‹‹‹‹‹‹‹‹‹‹‹‹‹‹‹‹‹‹‹‹‹‹‹‹‹‹‹‹‹‹‹‹‹‹‹‹‹‹‹‹‹‹‹‹‹‹‹‹‹‹‹‹‹‹‹‹‹‹‹‹‹‹‹‹‹‹‹‹‹‹‹‹‹‹‹‹‹‹‹‹‹‹‹‹‹‹‹‹‹‹‹‹‹‹‹‹‹‹‹‹‹‹‹‹‹‹‹‹‹‹‹‹‹‹‹‹‹‹‹‹‹‹‹‹‹‹‹‹‹‹‹‹‹‹‹‹‹‹‹‹‹‹‹‹‹‹‹‹‹‹‹‹‹‹ xyxy=(156,692,950,699)
browser-image-area[interactable] xyxy=(155,0,950,1503)
gencode-transcript-intron[interactable]: ‹‹‹‹‹‹‹‹‹‹‹‹‹‹‹‹‹‹‹‹‹‹‹‹‹‹‹‹‹‹‹‹‹‹‹‹‹‹‹‹‹‹‹‹‹‹‹‹‹‹‹‹‹‹‹‹‹‹‹‹‹‹‹‹‹‹‹‹‹‹‹‹‹‹‹‹‹‹‹‹‹‹‹‹‹‹‹‹‹‹‹‹‹‹‹‹‹‹‹‹‹‹‹‹‹‹‹‹‹‹‹‹‹‹‹‹‹‹‹‹‹‹‹‹‹‹‹‹‹‹‹‹‹‹‹‹‹‹‹‹‹‹‹‹‹‹‹‹‹‹‹‹‹‹‹‹‹‹‹‹‹‹‹‹‹‹‹‹‹‹‹‹‹‹‹‹‹‹‹‹‹‹‹‹‹‹‹‹‹‹‹‹‹‹‹‹‹‹‹‹‹‹‹‹‹‹‹‹‹‹‹‹‹‹‹‹‹‹‹‹‹‹‹‹‹‹‹‹‹‹‹‹‹‹‹‹‹‹‹‹‹‹‹‹‹‹‹‹‹‹‹‹‹‹‹‹‹‹‹‹‹‹‹‹‹‹‹‹‹‹‹‹‹‹‹‹‹‹‹‹‹‹‹‹‹‹‹‹‹‹‹‹‹‹‹‹‹‹‹‹ xyxy=(156,868,950,875)
multiz-aligned-base: A xyxy=(744,1397,753,1411)
multiz-aligned-base: = xyxy=(493,1412,501,1426)
gencode-transcript-label[interactable]: RAP1GAP xyxy=(96,496,153,510)
gencode-transcript-label[interactable]: RAP1GAP xyxy=(96,752,153,766)
h3k27ac-track-label[interactable]: Layered H3K27Ac xyxy=(13,1210,111,1224)
gencode-transcript-label[interactable]: RAP1GAP xyxy=(96,80,153,94)
gtex-tissue-bar[interactable] xyxy=(289,1188,295,1190)
gencode-transcript-label[interactable]: RAP1GAP xyxy=(96,576,153,590)
gtex-tissue-bar[interactable] xyxy=(408,1140,414,1190)
multiz-aligned-base: = xyxy=(673,1412,681,1426)
multiz-aligned-base: G xyxy=(672,1397,682,1411)
multiz-aligned-base: A xyxy=(600,1337,609,1351)
multiz-aligned-base: - xyxy=(170,1382,174,1396)
gencode-transcript-label[interactable]: RAP1GAP xyxy=(96,944,153,958)
gtex-tissue-bar[interactable] xyxy=(388,1126,394,1190)
gencode-transcript-intron[interactable]: ‹‹‹‹‹‹‹‹‹‹‹‹‹‹‹‹‹‹‹‹‹‹‹‹‹‹‹‹‹‹‹‹‹‹‹‹‹‹‹‹‹‹‹‹‹‹‹‹‹‹‹‹‹‹‹‹‹‹‹‹‹‹‹‹‹‹‹‹‹‹‹‹‹‹‹‹‹‹‹‹‹‹‹‹‹‹‹‹‹‹‹‹‹‹‹‹‹‹‹‹‹‹‹‹‹‹‹‹‹‹‹‹‹‹‹‹‹‹‹‹‹‹‹‹‹‹‹‹‹‹‹‹‹‹‹‹‹‹‹‹‹‹‹‹‹‹‹‹‹‹‹‹‹‹‹‹‹‹‹‹‹‹‹‹‹‹‹‹‹‹‹‹‹‹‹‹‹‹‹‹‹‹‹‹‹‹‹‹‹‹‹‹‹‹‹‹‹‹‹‹‹‹‹‹‹‹‹‹‹‹‹‹‹‹‹‹‹‹‹‹‹‹‹‹‹‹‹‹‹‹‹‹‹‹‹‹‹‹‹‹‹‹‹‹‹‹‹‹‹‹‹‹‹‹‹‹‹‹‹‹‹‹‹‹‹‹‹‹‹‹‹‹‹‹‹‹‹‹‹‹‹‹‹‹‹‹‹‹‹‹‹‹‹‹‹‹‹‹‹‹ xyxy=(156,84,950,91)
strand-toggle[interactable]: ---> xyxy=(134,49,153,63)
dbsnp-track-label[interactable]: Common dbSNP(155) xyxy=(34,1084,153,1098)
gtex-tissue-bar[interactable] xyxy=(480,1131,486,1190)
gencode-transcript-label[interactable]: RAP1GAP xyxy=(96,208,153,222)
gencode-transcript-label[interactable]: RAP1GAP xyxy=(96,864,153,878)
multiz-aligned-base: A xyxy=(600,1397,609,1411)
base-letter: A xyxy=(636,49,645,63)
multiz-aligned-base: = xyxy=(493,1367,501,1381)
gencode-transcript-label[interactable]: RAP1GAP xyxy=(96,368,153,382)
gtex-tissue-bar[interactable] xyxy=(243,1131,249,1190)
gencode-transcript-label[interactable]: RAP1GAP xyxy=(96,240,153,254)
multiz-aligned-base: A xyxy=(383,1352,392,1366)
gencode-transcript-intron[interactable]: ‹‹‹‹‹‹‹‹‹‹‹‹‹‹‹‹‹‹‹‹‹‹‹‹‹‹‹‹‹‹‹‹‹‹‹‹‹‹‹‹‹‹‹‹‹‹‹‹‹‹‹‹‹‹‹‹‹‹‹‹‹‹‹‹‹‹‹‹‹‹‹‹‹‹‹‹‹‹‹‹‹‹‹‹‹‹‹‹‹‹‹‹‹‹‹‹‹‹‹‹‹‹‹‹‹‹‹‹‹‹‹‹‹‹‹‹‹‹‹‹‹‹‹‹‹‹‹‹‹‹‹‹‹‹‹‹‹‹‹‹‹‹‹‹‹‹‹‹‹‹‹‹‹‹‹‹‹‹‹‹‹‹‹‹‹‹‹‹‹‹‹‹‹‹‹‹‹‹‹‹‹‹‹‹‹‹‹‹‹‹‹‹‹‹‹‹‹‹‹‹‹‹‹‹‹‹‹‹‹‹‹‹‹‹‹‹‹‹‹‹‹‹‹‹‹‹‹‹‹‹‹‹‹‹‹‹‹‹‹‹‹‹‹‹‹‹‹‹‹‹‹‹‹‹‹‹‹‹‹‹‹‹‹‹‹‹‹‹‹‹‹‹‹‹‹‹‹‹‹‹‹‹‹‹‹‹‹‹‹‹‹‹‹‹‹‹‹‹‹‹ xyxy=(156,164,950,171)
multiz-aligned-base: = xyxy=(420,1412,428,1426)
gtex-tissue-bar[interactable] xyxy=(183,1186,189,1190)
phylop-track-label[interactable]: 100 Vert. Cons xyxy=(13,1266,93,1280)
gencode-transcript-label[interactable]: RAP1GAP xyxy=(96,816,153,830)
multiz-track-title[interactable]: Multiz Alignments of 100 Vertebrates xyxy=(455,1308,650,1322)
gtex-tissue-bar[interactable] xyxy=(276,1149,282,1190)
gtex-tissue-bar[interactable] xyxy=(474,1171,480,1190)
gencode-transcript-intron[interactable]: ‹‹‹‹‹‹‹‹‹‹‹‹‹‹‹‹‹‹‹‹‹‹‹‹‹‹‹‹‹‹‹‹‹‹‹‹‹‹‹‹‹‹‹‹‹‹‹‹‹‹‹‹‹‹‹‹‹‹‹‹‹‹‹‹‹‹‹‹‹‹‹‹‹‹‹‹‹‹‹‹‹‹‹‹‹‹‹‹‹‹‹‹‹‹‹‹‹‹‹‹‹‹‹‹‹‹‹‹‹‹‹‹‹‹‹‹‹‹‹‹‹‹‹‹‹‹‹‹‹‹‹‹‹‹‹‹‹‹‹‹‹‹‹‹‹‹‹‹‹‹‹‹‹‹‹‹‹‹‹‹‹‹‹‹‹‹‹‹‹‹‹‹‹‹‹‹‹‹‹‹‹‹‹‹‹‹‹‹‹‹‹‹‹‹‹‹‹‹‹‹‹‹‹‹‹‹‹‹‹‹‹‹‹‹‹‹‹‹‹‹‹‹‹‹‹‹‹‹‹‹‹‹‹‹‹‹‹‹‹‹‹‹‹‹‹‹‹‹‹‹‹‹‹‹‹‹‹‹‹‹‹‹‹‹‹‹‹‹‹‹‹‹‹‹‹‹‹‹‹‹‹‹‹‹‹‹‹‹‹‹‹‹‹‹‹‹‹‹‹‹ xyxy=(156,100,950,107)
multiz-aligned-base: = xyxy=(925,1367,933,1381)
multiz-aligned-base: = xyxy=(384,1397,392,1411)
gencode-transcript-intron[interactable]: ‹‹‹‹‹‹‹‹‹‹‹‹‹‹‹‹‹‹‹‹‹‹‹‹‹‹‹‹‹‹‹‹‹‹‹‹‹‹‹‹‹‹‹‹‹‹‹‹‹‹‹‹‹‹‹‹‹‹‹‹‹‹‹‹‹‹‹‹‹‹‹‹‹‹‹‹‹‹‹‹‹‹‹‹‹‹‹‹‹‹‹‹‹‹‹‹‹‹‹‹‹‹‹‹‹‹‹‹‹‹‹‹‹‹‹‹‹‹‹‹‹‹‹‹‹‹‹‹‹‹‹‹‹‹‹‹‹‹‹‹‹‹‹‹‹‹‹‹‹‹‹‹‹‹‹‹‹‹‹‹‹‹‹‹‹‹‹‹‹‹‹‹‹‹‹‹‹‹‹‹‹‹‹‹‹‹‹‹‹‹‹‹‹‹‹‹‹‹‹‹‹‹‹‹‹‹‹‹‹‹‹‹‹‹‹‹‹‹‹‹‹‹‹‹‹‹‹‹‹‹‹‹‹‹‹‹‹‹‹‹‹‹‹‹‹‹‹‹‹‹‹‹‹‹‹‹‹‹‹‹‹‹‹‹‹‹‹‹‹‹‹‹‹‹‹‹‹‹‹‹‹‹‹‹‹‹‹‹‹‹‹‹‹‹‹‹‹‹‹‹ xyxy=(156,388,950,395)
gencode-transcript-intron[interactable]: ‹‹‹‹‹‹‹‹‹‹‹‹‹‹‹‹‹‹‹‹‹‹‹‹‹‹‹‹‹‹‹‹‹‹‹‹‹‹‹‹‹‹‹‹‹‹‹‹‹‹‹‹‹‹‹‹‹‹‹‹‹‹‹‹‹‹‹‹‹‹‹‹‹‹‹‹‹‹‹‹‹‹‹‹‹‹‹‹‹‹‹‹‹‹‹‹‹‹‹‹‹‹‹‹‹‹‹‹‹‹‹‹‹‹‹‹‹‹‹‹‹‹‹‹‹‹‹‹‹‹‹‹‹‹‹‹‹‹‹‹‹‹‹‹‹‹‹‹‹‹‹‹‹‹‹‹‹‹‹‹‹‹‹‹‹‹‹‹‹‹‹‹‹‹‹‹‹‹‹‹‹‹‹‹‹‹‹‹‹‹‹‹‹‹‹‹‹‹‹‹‹‹‹‹‹‹‹‹‹‹‹‹‹‹‹‹‹‹‹‹‹‹‹‹‹‹‹‹‹‹‹‹‹‹‹‹‹‹‹‹‹‹‹‹‹‹‹‹‹‹‹‹‹‹‹‹‹‹‹‹‹‹‹‹‹‹‹‹‹‹‹‹‹‹‹‹‹‹‹‹‹‹‹‹‹‹‹‹‹‹‹‹‹‹‹‹‹‹‹‹ xyxy=(156,276,950,283)
gencode-transcript-label[interactable]: RAP1GAP xyxy=(96,480,153,494)
multiz-species-label[interactable]: Dog xyxy=(130,1382,153,1396)
phylop-conservation-plot[interactable] xyxy=(155,1268,950,1292)
gencode-transcript-label[interactable]: RAP1GAP xyxy=(96,672,153,686)
gencode-transcript-intron[interactable]: ‹‹‹‹‹‹‹‹‹‹‹‹‹‹‹‹‹‹‹‹‹‹‹‹‹‹‹‹‹‹‹‹‹‹‹‹‹‹‹‹‹‹‹‹‹‹‹‹‹‹‹‹‹‹‹‹‹‹‹‹‹‹‹‹‹‹‹‹‹‹‹‹‹‹‹‹‹‹‹‹‹‹‹‹‹‹‹‹‹‹‹‹‹‹‹‹‹‹‹‹‹‹‹‹‹‹‹‹‹‹‹‹‹‹‹‹‹‹‹‹‹‹‹‹‹‹‹‹‹‹‹‹‹‹‹‹‹‹‹‹‹‹‹‹‹‹‹‹‹‹‹‹‹‹‹‹‹‹‹‹‹‹‹‹‹‹‹‹‹‹‹‹‹‹‹‹‹‹‹‹‹‹‹‹‹‹‹‹‹‹‹‹‹‹‹‹‹‹‹‹‹‹‹‹‹‹‹‹‹‹‹‹‹‹‹‹‹‹‹‹‹‹‹‹‹‹‹‹‹‹‹‹‹‹‹‹‹‹‹‹‹‹‹‹‹‹‹‹‹‹‹‹‹‹‹‹‹‹‹‹‹‹‹‹‹‹‹‹‹‹‹‹‹‹‹‹‹‹‹‹‹‹‹‹‹‹‹‹‹‹‹‹‹‹‹‹‹‹‹‹ xyxy=(156,484,950,491)
ruler-tick xyxy=(550,34,551,46)
scale-bar xyxy=(372,23,733,24)
multiz-aligned-base: - xyxy=(495,1382,499,1396)
gencode-transcript-intron[interactable]: ‹‹‹‹‹‹‹‹‹‹‹‹‹‹‹‹‹‹‹‹‹‹‹‹‹‹‹‹‹‹‹‹‹‹‹‹‹‹‹‹‹‹‹‹‹‹‹‹‹‹‹‹‹‹‹‹‹‹‹‹‹‹‹‹‹‹‹‹‹‹‹‹‹‹‹‹‹‹‹‹‹‹‹‹‹‹‹‹‹‹‹‹‹‹‹‹‹‹‹‹‹‹‹‹‹‹‹‹‹‹‹‹‹‹‹‹‹‹‹‹‹‹‹‹‹‹‹‹‹‹‹‹‹‹‹‹‹‹‹‹‹‹‹‹‹‹‹‹‹‹‹‹‹‹‹‹‹‹‹‹‹‹‹‹‹‹‹‹‹‹‹‹‹‹‹‹‹‹‹‹‹‹‹‹‹‹‹‹‹‹‹‹‹‹‹‹‹‹‹‹‹‹‹‹‹‹‹‹‹‹‹‹‹‹‹‹‹‹‹‹‹‹‹‹‹‹‹‹‹‹‹‹‹‹‹‹‹‹‹‹‹‹‹‹‹‹‹‹‹‹‹‹‹‹‹‹‹‹‹‹‹‹‹‹‹‹‹‹‹‹‹‹‹‹‹‹‹‹‹‹‹‹‹‹‹‹‹‹‹‹‹‹‹‹‹‹‹‹‹‹ xyxy=(156,836,950,843)
multiz-aligned-base: = xyxy=(384,1412,392,1426)
base-letter: A xyxy=(852,49,861,63)
multiz-aligned-base: = xyxy=(529,1397,537,1411)
gencode-transcript-intron[interactable]: ‹‹‹‹‹‹‹‹‹‹‹‹‹‹‹‹‹‹‹‹‹‹‹‹‹‹‹‹‹‹‹‹‹‹‹‹‹‹‹‹‹‹‹‹‹‹‹‹‹‹‹‹‹‹‹‹‹‹‹‹‹‹‹‹‹‹‹‹‹‹‹‹‹‹‹‹‹‹‹‹‹‹‹‹‹‹‹‹‹‹‹‹‹‹‹‹‹‹‹‹‹‹‹‹‹‹‹‹‹‹‹‹‹‹‹‹‹‹‹‹‹‹‹‹‹‹‹‹‹‹‹‹‹‹‹‹‹‹‹‹‹‹‹‹‹‹‹‹‹‹‹‹‹‹‹‹‹‹‹‹‹‹‹‹‹‹‹‹‹‹‹‹‹‹‹‹‹‹‹‹‹‹‹‹‹‹‹‹‹‹‹‹‹‹‹‹‹‹‹‹‹‹‹‹‹‹‹‹‹‹‹‹‹‹‹‹‹‹‹‹‹‹‹‹‹‹‹‹‹‹‹‹‹‹‹‹‹‹‹‹‹‹‹‹‹‹‹‹‹‹‹‹‹‹‹‹‹‹‹‹‹‹‹‹‹‹‹‹‹‹‹‹‹‹‹‹‹‹‹‹‹‹‹‹‹‹‹‹‹‹‹‹‹‹‹‹‹‹‹‹ xyxy=(156,564,950,571)
gencode-transcript-intron[interactable]: ‹‹‹‹‹‹‹‹‹‹‹‹‹‹‹‹‹‹‹‹‹‹‹‹‹‹‹‹‹‹‹‹‹‹‹‹‹‹‹‹‹‹‹‹‹‹‹‹‹‹‹‹‹‹‹‹‹‹‹‹‹‹‹‹‹‹‹‹‹‹‹‹‹‹‹‹‹‹‹‹‹‹‹‹‹‹‹‹‹‹‹‹‹‹‹‹‹‹‹‹‹‹‹‹‹‹‹‹‹‹‹‹‹‹‹‹‹‹‹‹‹‹‹‹‹‹‹‹‹‹‹‹‹‹‹‹‹‹‹‹‹‹‹‹‹‹‹‹‹‹‹‹‹‹‹‹‹‹‹‹‹‹‹‹‹‹‹‹‹‹‹‹‹‹‹‹‹‹‹‹‹‹‹‹‹‹‹‹‹‹‹‹‹‹‹‹‹‹‹‹‹‹‹‹‹‹‹‹‹‹‹‹‹‹‹‹‹‹‹‹‹‹‹‹‹‹‹‹‹‹‹‹‹‹‹‹‹‹‹‹‹‹‹‹‹‹‹‹‹‹‹‹‹‹‹‹‹‹‹‹‹‹‹‹‹‹‹‹‹‹‹‹‹‹‹‹‹‹‹‹‹‹‹‹‹‹‹‹‹‹‹‹‹‹‹‹‹‹‹‹ xyxy=(156,676,950,683)
gencode-transcript-intron[interactable]: ‹‹‹‹‹‹‹‹‹‹‹‹‹‹‹‹‹‹‹‹‹‹‹‹‹‹‹‹‹‹‹‹‹‹‹‹‹‹‹‹‹‹‹‹‹‹‹‹‹‹‹‹‹‹‹‹‹‹‹‹‹‹‹‹‹‹‹‹‹‹‹‹‹‹‹‹‹‹‹‹‹‹‹‹‹‹‹‹‹‹‹‹‹‹‹‹‹‹‹‹‹‹‹‹‹‹‹‹‹‹‹‹‹‹‹‹‹‹‹‹‹‹‹‹‹‹‹‹‹‹‹‹‹‹‹‹‹‹‹‹‹‹‹‹‹‹‹‹‹‹‹‹‹‹‹‹‹‹‹‹‹‹‹‹‹‹‹‹‹‹‹‹‹‹‹‹‹‹‹‹‹‹‹‹‹‹‹‹‹‹‹‹‹‹‹‹‹‹‹‹‹‹‹‹‹‹‹‹‹‹‹‹‹‹‹‹‹‹‹‹‹‹‹‹‹‹‹‹‹‹‹‹‹‹‹‹‹‹‹‹‹‹‹‹‹‹‹‹‹‹‹‹‹‹‹‹‹‹‹‹‹‹‹‹‹‹‹‹‹‹‹‹‹‹‹‹‹‹‹‹‹‹‹‹‹‹‹‹‹‹‹‹‹‹‹‹‹‹‹‹ xyxy=(156,324,950,331)
gencode-transcript-label[interactable]: RAP1GAP xyxy=(96,688,153,702)
gencode-transcript-label[interactable]: RAP1GAP xyxy=(96,912,153,926)
gencode-transcript-intron[interactable]: ‹‹‹‹‹‹‹‹‹‹‹‹‹‹‹‹‹‹‹‹‹‹‹‹‹‹‹‹‹‹‹‹‹‹‹‹‹‹‹‹‹‹‹‹‹‹‹‹‹‹‹‹‹‹‹‹‹‹‹‹‹‹‹‹‹‹‹‹‹‹‹‹‹‹‹‹‹‹‹‹‹‹‹‹‹‹‹‹‹‹‹‹‹‹‹‹‹‹‹‹‹‹‹‹‹‹‹‹‹‹‹‹‹‹‹‹‹‹‹‹‹‹‹‹‹‹‹‹‹‹‹‹‹‹‹‹‹‹‹‹‹‹‹‹‹‹‹‹‹‹‹‹‹‹‹‹‹‹‹‹‹‹‹‹‹‹‹‹‹‹‹‹‹‹‹‹‹‹‹‹‹‹‹‹‹‹‹‹‹‹‹‹‹‹‹‹‹‹‹‹‹‹‹‹‹‹‹‹‹‹‹‹‹‹‹‹‹‹‹‹‹‹‹‹‹‹‹‹‹‹‹‹‹‹‹‹‹‹‹‹‹‹‹‹‹‹‹‹‹‹‹‹‹‹‹‹‹‹‹‹‹‹‹‹‹‹‹‹‹‹‹‹‹‹‹‹‹‹‹‹‹‹‹‹‹‹‹‹‹‹‹‹‹‹‹‹‹‹‹‹ xyxy=(156,628,950,635)
gencode-transcript-intron[interactable]: ‹‹‹‹‹‹‹‹‹‹‹‹‹‹‹‹‹‹‹‹‹‹‹‹‹‹‹‹‹‹‹‹‹‹‹‹‹‹‹‹‹‹‹‹‹‹‹‹‹‹‹‹‹‹‹‹‹‹‹‹‹‹‹‹‹‹‹‹‹‹‹‹‹‹‹‹‹‹‹‹‹‹‹‹‹‹‹‹‹‹‹‹‹‹‹‹‹‹‹‹‹‹‹‹‹‹‹‹‹‹‹‹‹‹‹‹‹‹‹‹‹‹‹‹‹‹‹‹‹‹‹‹‹‹‹‹‹‹‹‹‹‹‹‹‹‹‹‹‹‹‹‹‹‹‹‹‹‹‹‹‹‹‹‹‹‹‹‹‹‹‹‹‹‹‹‹‹‹‹‹‹‹‹‹‹‹‹‹‹‹‹‹‹‹‹‹‹‹‹‹‹‹‹‹‹‹‹‹‹‹‹‹‹‹‹‹‹‹‹‹‹‹‹‹‹‹‹‹‹‹‹‹‹‹‹‹‹‹‹‹‹‹‹‹‹‹‹‹‹‹‹‹‹‹‹‹‹‹‹‹‹‹‹‹‹‹‹‹‹‹‹‹‹‹‹‹‹‹‹‹‹‹‹‹‹‹‹‹‹‹‹‹‹‹‹‹‹‹‹‹ xyxy=(156,852,950,859)
gtex-tissue-bar[interactable] xyxy=(269,1153,275,1190)
gencode-transcript-intron[interactable]: ‹‹‹‹‹‹‹‹‹‹‹‹‹‹‹‹‹‹‹‹‹‹‹‹‹‹‹‹‹‹‹‹‹‹‹‹‹‹‹‹‹‹‹‹‹‹‹‹‹‹‹‹‹‹‹‹‹‹‹‹‹‹‹‹‹‹‹‹‹‹‹‹‹‹‹‹‹‹‹‹‹‹‹‹‹‹‹‹‹‹‹‹‹‹‹‹‹‹‹‹‹‹‹‹‹‹‹‹‹‹‹‹‹‹‹‹‹‹‹‹‹‹‹‹‹‹‹‹‹‹‹‹‹‹‹‹‹‹‹‹‹‹‹‹‹‹‹‹‹‹‹‹‹‹‹‹‹‹‹‹‹‹‹‹‹‹‹‹‹‹‹‹‹‹‹‹‹‹‹‹‹‹‹‹‹‹‹‹‹‹‹‹‹‹‹‹‹‹‹‹‹‹‹‹‹‹‹‹‹‹‹‹‹‹‹‹‹‹‹‹‹‹‹‹‹‹‹‹‹‹‹‹‹‹‹‹‹‹‹‹‹‹‹‹‹‹‹‹‹‹‹‹‹‹‹‹‹‹‹‹‹‹‹‹‹‹‹‹‹‹‹‹‹‹‹‹‹‹‹‹‹‹‹‹‹‹‹‹‹‹‹‹‹‹‹‹‹‹‹‹ xyxy=(156,500,950,507)
multiz-aligned-base: = xyxy=(493,1397,501,1411)
gtex-tissue-bar[interactable] xyxy=(487,1181,493,1190)
multiz-species-label[interactable]: Elephant xyxy=(105,1397,153,1411)
gencode-transcript-label[interactable]: RAP1GAP xyxy=(96,192,153,206)
multiz-species-label[interactable]: Rhesus xyxy=(112,1352,153,1366)
gtex-tissue-bar[interactable] xyxy=(507,1169,513,1190)
gencode-transcript-intron[interactable]: ‹‹‹‹‹‹‹‹‹‹‹‹‹‹‹‹‹‹‹‹‹‹‹‹‹‹‹‹‹‹‹‹‹‹‹‹‹‹‹‹‹‹‹‹‹‹‹‹‹‹‹‹‹‹‹‹‹‹‹‹‹‹‹‹‹‹‹‹‹‹‹‹‹‹‹‹‹‹‹‹‹‹‹‹‹‹‹‹‹‹‹‹‹‹‹‹‹‹‹‹‹‹‹‹‹‹‹‹‹‹‹‹‹‹‹‹‹‹‹‹‹‹‹‹‹‹‹‹‹‹‹‹‹‹‹‹‹‹‹‹‹‹‹‹‹‹‹‹‹‹‹‹‹‹‹‹‹‹‹‹‹‹‹‹‹‹‹‹‹‹‹‹‹‹‹‹‹‹‹‹‹‹‹‹‹‹‹‹‹‹‹‹‹‹‹‹‹‹‹‹‹‹‹‹‹‹‹‹‹‹‹‹‹‹‹‹‹‹‹‹‹‹‹‹‹‹‹‹‹‹‹‹‹‹‹‹‹‹‹‹‹‹‹‹‹‹‹‹‹‹‹‹‹‹‹‹‹‹‹‹‹‹‹‹‹‹‹‹‹‹‹‹‹‹‹‹‹‹‹‹‹‹‹‹‹‹‹‹‹‹‹‹‹‹‹‹‹‹‹‹ xyxy=(156,660,950,667)
gencode-transcript-label[interactable]: RAP1GAP xyxy=(96,416,153,430)
multiz-aligned-base: = xyxy=(457,1367,465,1381)
gtex-track-title[interactable]: Gene Expression in 54 tissues from GTEx RNA-seq of 17382 samples, 948 donors (V8, Aug 2019) xyxy=(290,1101,815,1115)
gencode-transcript-label[interactable]: RAP1GAP xyxy=(96,624,153,638)
gencode-transcript-intron[interactable]: ‹‹‹‹‹‹‹‹‹‹‹‹‹‹‹‹‹‹‹‹‹‹‹‹‹‹‹‹‹‹‹‹‹‹‹‹‹‹‹‹‹‹‹‹‹‹‹‹‹‹‹‹‹‹‹‹‹‹‹‹‹‹‹‹‹‹‹‹‹‹‹‹‹‹‹‹‹‹‹‹‹‹‹‹‹‹‹‹‹‹‹‹‹‹‹‹‹‹‹‹‹‹‹‹‹‹‹‹‹‹‹‹‹‹‹‹‹‹‹‹‹‹‹‹‹‹‹‹‹‹‹‹‹‹‹‹‹‹‹‹‹‹‹‹‹‹‹‹‹‹‹‹‹‹‹‹‹‹‹‹‹‹‹‹‹‹‹‹‹‹‹‹‹‹‹‹‹‹‹‹‹‹‹‹‹‹‹‹‹‹‹‹‹‹‹‹‹‹‹‹‹‹‹‹‹‹‹‹‹‹‹‹‹‹‹‹‹‹‹‹‹‹‹‹‹‹‹‹‹‹‹‹‹‹‹‹‹‹‹‹‹‹‹‹‹‹‹‹‹‹‹‹‹‹‹‹‹‹‹‹‹‹‹‹‹‹‹‹‹‹‹‹‹‹‹‹‹‹‹‹‹‹‹‹‹‹‹‹‹‹‹‹‹‹‹‹‹‹‹‹ xyxy=(156,708,950,715)
gencode-transcript-intron[interactable]: ‹‹‹‹‹‹‹‹‹‹‹‹‹‹‹‹‹‹‹‹‹‹‹‹‹‹‹‹‹‹‹‹‹‹‹‹‹‹‹‹‹‹‹‹‹‹‹‹‹‹‹‹‹‹‹‹‹‹‹‹‹‹‹‹‹‹‹‹‹‹‹‹‹‹‹‹‹‹‹‹‹‹‹‹‹‹‹‹‹‹‹‹‹‹‹‹‹‹‹‹‹‹‹‹‹‹‹‹‹‹‹‹‹‹‹‹‹‹‹‹‹‹‹‹‹‹‹‹‹‹‹‹‹‹‹‹‹‹‹‹‹‹‹‹‹‹‹‹‹‹‹‹‹‹‹‹‹‹‹‹‹‹‹‹‹‹‹‹‹‹‹‹‹‹‹‹‹‹‹‹‹‹‹‹‹‹‹‹‹‹‹‹‹‹‹‹‹‹‹‹‹‹‹‹‹‹‹‹‹‹‹‹‹‹‹‹‹‹‹‹‹‹‹‹‹‹‹‹‹‹‹‹‹‹‹‹‹‹‹‹‹‹‹‹‹‹‹‹‹‹‹‹‹‹‹‹‹‹‹‹‹‹‹‹‹‹‹‹‹‹‹‹‹‹‹‹‹‹‹‹‹‹‹‹‹‹‹‹‹‹‹‹‹‹‹‹‹‹‹‹ xyxy=(156,420,950,427)
gencode-transcript-label[interactable]: RAP1GAP xyxy=(96,736,153,750)
gencode-transcript-label[interactable]: RAP1GAP xyxy=(96,848,153,862)
multiz-aligned-base: = xyxy=(529,1412,537,1426)
gencode-transcript-intron[interactable]: ‹‹‹‹‹‹‹‹‹‹‹‹‹‹‹‹‹‹‹‹‹‹‹‹‹‹‹‹‹‹‹‹‹‹‹‹‹‹‹‹‹‹‹‹‹‹‹‹‹‹‹‹‹‹‹‹‹‹‹‹‹‹‹‹‹‹‹‹‹‹‹‹‹‹‹‹‹‹‹‹‹‹‹‹‹‹‹‹‹‹‹‹‹‹‹‹‹‹‹‹‹‹‹‹‹‹‹‹‹‹‹‹‹‹‹‹‹‹‹‹‹‹‹‹‹‹‹‹‹‹‹‹‹‹‹‹‹‹‹‹‹‹‹‹‹‹‹‹‹‹‹‹‹‹‹‹‹‹‹‹‹‹‹‹‹‹‹‹‹‹‹‹‹‹‹‹‹‹‹‹‹‹‹‹‹‹‹‹‹‹‹‹‹‹‹‹‹‹‹‹‹‹‹‹‹‹‹‹‹‹‹‹‹‹‹‹‹‹‹‹‹‹‹‹‹‹‹‹‹‹‹‹‹‹‹‹‹‹‹‹‹‹‹‹‹‹‹‹‹‹‹‹‹‹‹‹‹‹‹‹‹‹‹‹‹‹‹‹‹‹‹‹‹‹‹‹‹‹‹‹‹‹‹‹‹‹‹‹‹‹‹‹‹‹‹‹‹‹‹‹ xyxy=(156,804,950,811)
gtex-tissue-bar[interactable] xyxy=(329,1178,335,1190)
gtex-tissue-bar[interactable] xyxy=(414,1188,420,1190)
multiz-aligned-base: = xyxy=(204,1367,212,1381)
gencode-transcript-label[interactable]: RAP1GAP xyxy=(96,144,153,158)
gtex-tissue-bar[interactable] xyxy=(309,1182,315,1190)
gencode-transcript-intron[interactable]: ‹‹‹‹‹‹‹‹‹‹‹‹‹‹‹‹‹‹‹‹‹‹‹‹‹‹‹‹‹‹‹‹‹‹‹‹‹‹‹‹‹‹‹‹‹‹‹‹‹‹‹‹‹‹‹‹‹‹‹‹‹‹‹‹‹‹‹‹‹‹‹‹‹‹‹‹‹‹‹‹‹‹‹‹‹‹‹‹‹‹‹‹‹‹‹‹‹‹‹‹‹‹‹‹‹‹‹‹‹‹‹‹‹‹‹‹‹‹‹‹‹‹‹‹‹‹‹‹‹‹‹‹‹‹‹‹‹‹‹‹‹‹‹‹‹‹‹‹‹‹‹‹‹‹‹‹‹‹‹‹‹‹‹‹‹‹‹‹‹‹‹‹‹‹‹‹‹‹‹‹‹‹‹‹‹‹‹‹‹‹‹‹‹‹‹‹‹‹‹‹‹‹‹‹‹‹‹‹‹‹‹‹‹‹‹‹‹‹‹‹‹‹‹‹‹‹‹‹‹‹‹‹‹‹‹‹‹‹‹‹‹‹‹‹‹‹‹‹‹‹‹‹‹‹‹‹‹‹‹‹‹‹‹‹‹‹‹‹‹‹‹‹‹‹‹‹‹‹‹‹‹‹‹‹‹‹‹‹‹‹‹‹‹‹‹‹‹‹‹‹ xyxy=(156,820,950,827)
gencode-transcript-label[interactable]: RAP1GAP xyxy=(96,160,153,174)
gencode-transcript-intron[interactable]: ‹‹‹‹‹‹‹‹‹‹‹‹‹‹‹‹‹‹‹‹‹‹‹‹‹‹‹‹‹‹‹‹‹‹‹‹‹‹‹‹‹‹‹‹‹‹‹‹‹‹‹‹‹‹‹‹‹‹‹‹‹‹‹‹‹‹‹‹‹‹‹‹‹‹‹‹‹‹‹‹‹‹‹‹‹‹‹‹‹‹‹‹‹‹‹‹‹‹‹‹‹‹‹‹‹‹‹‹‹‹‹‹‹‹‹‹‹‹‹‹‹‹‹‹‹‹‹‹‹‹‹‹‹‹‹‹‹‹‹‹‹‹‹‹‹‹‹‹‹‹‹‹‹‹‹‹‹‹‹‹‹‹‹‹‹‹‹‹‹‹‹‹‹‹‹‹‹‹‹‹‹‹‹‹‹‹‹‹‹‹‹‹‹‹‹‹‹‹‹‹‹‹‹‹‹‹‹‹‹‹‹‹‹‹‹‹‹‹‹‹‹‹‹‹‹‹‹‹‹‹‹‹‹‹‹‹‹‹‹‹‹‹‹‹‹‹‹‹‹‹‹‹‹‹‹‹‹‹‹‹‹‹‹‹‹‹‹‹‹‹‹‹‹‹‹‹‹‹‹‹‹‹‹‹‹‹‹‹‹‹‹‹‹‹‹‹‹‹‹‹ xyxy=(156,884,950,891)
gtex-tissue-bar[interactable] xyxy=(447,1150,453,1190)
multiz-aligned-base: A xyxy=(383,1337,392,1351)
gencode-transcript-label[interactable]: RAP1GAP xyxy=(96,304,153,318)
gencode-transcript-intron[interactable]: ‹‹‹‹‹‹‹‹‹‹‹‹‹‹‹‹‹‹‹‹‹‹‹‹‹‹‹‹‹‹‹‹‹‹‹‹‹‹‹‹‹‹‹‹‹‹‹‹‹‹‹‹‹‹‹‹‹‹‹‹‹‹‹‹‹‹‹‹‹‹‹‹‹‹‹‹‹‹‹‹‹‹‹‹‹‹‹‹‹‹‹‹‹‹‹‹‹‹‹‹‹‹‹‹‹‹‹‹‹‹‹‹‹‹‹‹‹‹‹‹‹‹‹‹‹‹‹‹‹‹‹‹‹‹‹‹‹‹‹‹‹‹‹‹‹‹‹‹‹‹‹‹‹‹‹‹‹‹‹‹‹‹‹‹‹‹‹‹‹‹‹‹‹‹‹‹‹‹‹‹‹‹‹‹‹‹‹‹‹‹‹‹‹‹‹‹‹‹‹‹‹‹‹‹‹‹‹‹‹‹‹‹‹‹‹‹‹‹‹‹‹‹‹‹‹‹‹‹‹‹‹‹‹‹‹‹‹‹‹‹‹‹‹‹‹‹‹‹‹‹‹‹‹‹‹‹‹‹‹‹‹‹‹‹‹‹‹‹‹‹‹‹‹‹‹‹‹‹‹‹‹‹‹‹‹‹‹‹‹‹‹‹‹‹‹‹‹‹‹‹ xyxy=(156,340,950,347)
h3k27ac-signal-band[interactable] xyxy=(156,1221,950,1239)
gtex-tissue-bar[interactable] xyxy=(203,1140,209,1190)
gencode-transcript-label[interactable]: RAP1GAP xyxy=(96,352,153,366)
multiz-species-label[interactable]: Zebrafish xyxy=(102,1442,153,1456)
gtex-tissue-bar[interactable] xyxy=(249,1140,255,1190)
chromosome-label[interactable]: chr1: xyxy=(126,35,153,49)
ruler-position-3: 21,965,095 xyxy=(666,36,727,50)
multiz-aligned-base: = xyxy=(637,1367,645,1381)
multiz-aligned-base: A xyxy=(528,1337,537,1351)
gencode-transcript-label[interactable]: RAP1GAP xyxy=(96,224,153,238)
dbsnp-track-title[interactable]: Short Genetic Variants from dbSNP release 155 xyxy=(435,1071,670,1083)
gtex-tissue-bar[interactable] xyxy=(368,1163,374,1190)
gencode-transcript-intron[interactable]: ‹‹‹‹‹‹‹‹‹‹‹‹‹‹‹‹‹‹‹‹‹‹‹‹‹‹‹‹‹‹‹‹‹‹‹‹‹‹‹‹‹‹‹‹‹‹‹‹‹‹‹‹‹‹‹‹‹‹‹‹‹‹‹‹‹‹‹‹‹‹‹‹‹‹‹‹‹‹‹‹‹‹‹‹‹‹‹‹‹‹‹‹‹‹‹‹‹‹‹‹‹‹‹‹‹‹‹‹‹‹‹‹‹‹‹‹‹‹‹‹‹‹‹‹‹‹‹‹‹‹‹‹‹‹‹‹‹‹‹‹‹‹‹‹‹‹‹‹‹‹‹‹‹‹‹‹‹‹‹‹‹‹‹‹‹‹‹‹‹‹‹‹‹‹‹‹‹‹‹‹‹‹‹‹‹‹‹‹‹‹‹‹‹‹‹‹‹‹‹‹‹‹‹‹‹‹‹‹‹‹‹‹‹‹‹‹‹‹‹‹‹‹‹‹‹‹‹‹‹‹‹‹‹‹‹‹‹‹‹‹‹‹‹‹‹‹‹‹‹‹‹‹‹‹‹‹‹‹‹‹‹‹‹‹‹‹‹‹‹‹‹‹‹‹‹‹‹‹‹‹‹‹‹‹‹‹‹‹‹‹‹‹‹‹‹‹‹‹‹‹ xyxy=(156,468,950,475)
multiz-aligned-base: T xyxy=(168,1352,176,1366)
multiz-aligned-base: T xyxy=(168,1337,176,1351)
omim-track-label[interactable]: OMIM Genes xyxy=(81,1053,153,1067)
gencode-transcript-intron[interactable]: ‹‹‹‹‹‹‹‹‹‹‹‹‹‹‹‹‹‹‹‹‹‹‹‹‹‹‹‹‹‹‹‹‹‹‹‹‹‹‹‹‹‹‹‹‹‹‹‹‹‹‹‹‹‹‹‹‹‹‹‹‹‹‹‹‹‹‹‹‹‹‹‹‹‹‹‹‹‹‹‹‹‹‹‹‹‹‹‹‹‹‹‹‹‹‹‹‹‹‹‹‹‹‹‹‹‹‹‹‹‹‹‹‹‹‹‹‹‹‹‹‹‹‹‹‹‹‹‹‹‹‹‹‹‹‹‹‹‹‹‹‹‹‹‹‹‹‹‹‹‹‹‹‹‹‹‹‹‹‹‹‹‹‹‹‹‹‹‹‹‹‹‹‹‹‹‹‹‹‹‹‹‹‹‹‹‹‹‹‹‹‹‹‹‹‹‹‹‹‹‹‹‹‹‹‹‹‹‹‹‹‹‹‹‹‹‹‹‹‹‹‹‹‹‹‹‹‹‹‹‹‹‹‹‹‹‹‹‹‹‹‹‹‹‹‹‹‹‹‹‹‹‹‹‹‹‹‹‹‹‹‹‹‹‹‹‹‹‹‹‹‹‹‹‹‹‹‹‹‹‹‹‹‹‹‹‹‹‹‹‹‹‹‹‹‹‹‹‹‹‹ xyxy=(156,644,950,651)
gencode-transcript-label[interactable]: RAP1GAP xyxy=(96,928,153,942)
gencode-transcript-intron[interactable]: ‹‹‹‹‹‹‹‹‹‹‹‹‹‹‹‹‹‹‹‹‹‹‹‹‹‹‹‹‹‹‹‹‹‹‹‹‹‹‹‹‹‹‹‹‹‹‹‹‹‹‹‹‹‹‹‹‹‹‹‹‹‹‹‹‹‹‹‹‹‹‹‹‹‹‹‹‹‹‹‹‹‹‹‹‹‹‹‹‹‹‹‹‹‹‹‹‹‹‹‹‹‹‹‹‹‹‹‹‹‹‹‹‹‹‹‹‹‹‹‹‹‹‹‹‹‹‹‹‹‹‹‹‹‹‹‹‹‹‹‹‹‹‹‹‹‹‹‹‹‹‹‹‹‹‹‹‹‹‹‹‹‹‹‹‹‹‹‹‹‹‹‹‹‹‹‹‹‹‹‹‹‹‹‹‹‹‹‹‹‹‹‹‹‹‹‹‹‹‹‹‹‹‹‹‹‹‹‹‹‹‹‹‹‹‹‹‹‹‹‹‹‹‹‹‹‹‹‹‹‹‹‹‹‹‹‹‹‹‹‹‹‹‹‹‹‹‹‹‹‹‹‹‹‹‹‹‹‹‹‹‹‹‹‹‹‹‹‹‹‹‹‹‹‹‹‹‹‹‹‹‹‹‹‹‹‹‹‹‹‹‹‹‹‹‹‹‹‹‹‹ xyxy=(156,244,950,251)
multiz-aligned-base: A xyxy=(708,1352,717,1366)
gencode-transcript-intron[interactable]: ‹‹‹‹‹‹‹‹‹‹‹‹‹‹‹‹‹‹‹‹‹‹‹‹‹‹‹‹‹‹‹‹‹‹‹‹‹‹‹‹‹‹‹‹‹‹‹‹‹‹‹‹‹‹‹‹‹‹‹‹‹‹‹‹‹‹‹‹‹‹‹‹‹‹‹‹‹‹‹‹‹‹‹‹‹‹‹‹‹‹‹‹‹‹‹‹‹‹‹‹‹‹‹‹‹‹‹‹‹‹‹‹‹‹‹‹‹‹‹‹‹‹‹‹‹‹‹‹‹‹‹‹‹‹‹‹‹‹‹‹‹‹‹‹‹‹‹‹‹‹‹‹‹‹‹‹‹‹‹‹‹‹‹‹‹‹‹‹‹‹‹‹‹‹‹‹‹‹‹‹‹‹‹‹‹‹‹‹‹‹‹‹‹‹‹‹‹‹‹‹‹‹‹‹‹‹‹‹‹‹‹‹‹‹‹‹‹‹‹‹‹‹‹‹‹‹‹‹‹‹‹‹‹‹‹‹‹‹‹‹‹‹‹‹‹‹‹‹‹‹‹‹‹‹‹‹‹‹‹‹‹‹‹‹‹‹‹‹‹‹‹‹‹‹‹‹‹‹‹‹‹‹‹‹‹‹‹‹‹‹‹‹‹‹‹‹‹‹‹‹ xyxy=(156,452,950,459)
gtex-tissue-bar[interactable] xyxy=(236,1129,242,1190)
multiz-aligned-base: A xyxy=(239,1337,248,1351)
gencode-transcript-intron[interactable]: ‹‹‹‹‹‹‹‹‹‹‹‹‹‹‹‹‹‹‹‹‹‹‹‹‹‹‹‹‹‹‹‹‹‹‹‹‹‹‹‹‹‹‹‹‹‹‹‹‹‹‹‹‹‹‹‹‹‹‹‹‹‹‹‹‹‹‹‹‹‹‹‹‹‹‹‹‹‹‹‹‹‹‹‹‹‹‹‹‹‹‹‹‹‹‹‹‹‹‹‹‹‹‹‹‹‹‹‹‹‹‹‹‹‹‹‹‹‹‹‹‹‹‹‹‹‹‹‹‹‹‹‹‹‹‹‹‹‹‹‹‹‹‹‹‹‹‹‹‹‹‹‹‹‹‹‹‹‹‹‹‹‹‹‹‹‹‹‹‹‹‹‹‹‹‹‹‹‹‹‹‹‹‹‹‹‹‹‹‹‹‹‹‹‹‹‹‹‹‹‹‹‹‹‹‹‹‹‹‹‹‹‹‹‹‹‹‹‹‹‹‹‹‹‹‹‹‹‹‹‹‹‹‹‹‹‹‹‹‹‹‹‹‹‹‹‹‹‹‹‹‹‹‹‹‹‹‹‹‹‹‹‹‹‹‹‹‹‹‹‹‹‹‹‹‹‹‹‹‹‹‹‹‹‹‹‹‹‹‹‹‹‹‹‹‹‹‹‹‹‹ xyxy=(156,196,950,203)
multiz-aligned-base: C xyxy=(780,1397,790,1411)
gtex-tissue-bar[interactable] xyxy=(177,1186,183,1190)
multiz-aligned-base: A xyxy=(888,1352,897,1366)
omim-track-title[interactable]: OMIM Gene Phenotypes - Dark Green Can Be Disease-causing xyxy=(382,1039,723,1053)
gencode-transcript-label[interactable]: RAP1GAP xyxy=(96,800,153,814)
scale-bar-left-tick xyxy=(372,18,373,30)
pubs-track-label-line2[interactable]: SNPs xyxy=(122,1021,153,1035)
multiz-aligned-base: = xyxy=(565,1367,573,1381)
